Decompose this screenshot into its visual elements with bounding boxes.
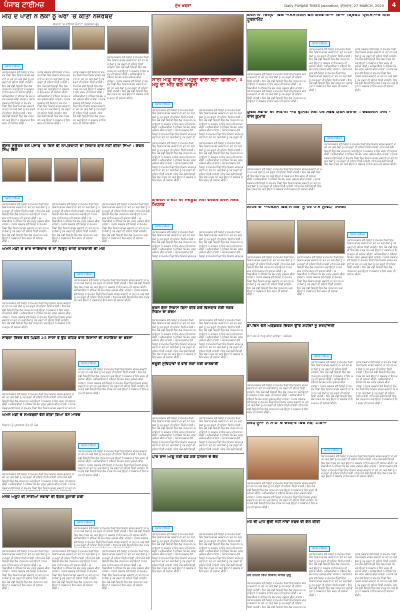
story-14 [2,495,150,507]
story-headline: ਸ਼ਹਿਰ ਦਾ ਅਪਰੇਸ਼ਨ ਵਿਕਾਸ ਲੋਕਾਂ ਨੂੰ ਹਰ ਪਾਸੇ ਸੁਵਿਧਾ ਮਿਲੇਗੀ [247,206,347,210]
byline-badge: ਪੰਜਾਬ ਟਾਈਮਜ਼ [2,64,23,70]
story-8 [247,206,398,218]
story-9-photo [152,260,244,304]
story-12 [152,362,244,374]
story-5-photo [247,124,322,166]
story-3: ਸਾਰੀ ਮੀਡ ਬਾਰਮਾ ਪਹੁੰਚਾਂ ਵਾਲਾ ਬੇਟਾ ਡਿਗਿਆ, 1 ਮਹੂ ਦਾ ਮੀਂਹ ਵਲੋਂ ਕਾਬੂਮੀ ਪੰਜਾਬ ਟਾਈਮਜ਼ ਪੰਜਾਬ ਸਰਕਾਰ ਵੱਲੋਂ ਜ਼ਿਲ੍ਹੇ ਦੇ ਵੱਖ-ਵੱਖ ਪਿੰਡਾਂ ਵਿੱਚ ਵਿਕਾਸ ਕਾਰਜ ਕਰਵਾਏ ਜਾ ਰਹੇ ਹਨ ਅਤੇ ਲੋਕਾਂ ਨੂੰ ਹਰ ਤਰ੍ਹਾਂ ਦੀ ਸੁਵਿਧਾ ਦਿੱਤੀ ਜਾਵੇਗੀ। ਇਸ ਮੌਕੇ ਵੱਡੀ ਗਿਣਤੀ ਵਿੱਚ ਲੋਕ ਹਾਜ਼ਰ ਸਨ ਅਤੇ ਉਨ੍ਹਾਂ ਨੇ ਸਰਕਾਰ ਦੇ ਇਸ ਕਦਮ ਦੀ ਸ਼ਲਾਘਾ ਕੀਤੀ। ਅਧਿਕਾਰੀਆਂ ਨੇ ਦੱਸਿਆ ਕਿ ਕੰਮ ਜਲਦ ਮੁਕੰਮਲ ਕੀਤਾ ਜਾਵੇਗਾ। ਪੰਜਾਬ ਸਰਕਾਰ ਵੱਲੋਂ ਜ਼ਿਲ੍ਹੇ ਦੇ ਵੱਖ-ਵੱਖ ਪਿੰਡਾਂ ਵਿੱਚ ਵਿਕਾਸ ਕਾਰਜ ਕਰਵਾਏ ਜਾ ਰਹੇ ਹਨ ਅਤੇ ਲੋਕਾਂ ਨੂੰ ਹਰ ਤਰ੍ਹਾਂ ਦੀ ਪੰਜਾਬ ਸਰਕਾਰ ਵੱਲੋਂ ਜ਼ਿਲ੍ਹੇ ਦੇ ਵੱਖ-ਵੱਖ ਪਿੰਡਾਂ ਵਿੱਚ ਵਿਕਾਸ ਕਾਰਜ ਕਰਵਾਏ ਜਾ ਰਹੇ ਹਨ ਅਤੇ ਲੋਕਾਂ ਨੂੰ ਹਰ ਤਰ੍ਹਾਂ ਦੀ ਸੁਵਿਧਾ ਦਿੱਤੀ ਜਾਵੇਗੀ। ਇਸ ਮੌਕੇ ਵੱਡੀ ਗਿਣਤੀ ਵਿੱਚ ਲੋਕ ਹਾਜ਼ਰ ਸਨ ਅਤੇ ਉਨ੍ਹਾਂ ਨੇ ਸਰਕਾਰ ਦੇ ਇਸ ਕਦਮ ਦੀ ਸ਼ਲਾਘਾ ਕੀਤੀ। ਅਧਿਕਾਰੀਆਂ ਨੇ ਦੱਸਿਆ ਕਿ ਕੰਮ ਜਲਦ ਮੁਕੰਮਲ ਕੀਤਾ ਜਾਵੇਗਾ। ਪੰਜਾਬ ਸਰਕਾਰ ਵੱਲੋਂ ਜ਼ਿਲ੍ਹੇ ਦੇ ਵੱਖ-ਵੱਖ ਪਿੰਡਾਂ ਵਿੱਚ ਵਿਕਾਸ ਕਾਰਜ ਕਰਵਾਏ ਜਾ ਰਹੇ ਹਨ ਅਤੇ ਲੋਕਾਂ ਨੂੰ ਹਰ ਤਰ੍ਹਾਂ ਦੀ [152,78,244,140]
story-headline: ਕਰਨਾਲਾ ਜ਼ਿਲ੍ਹਾ ਵਿੱਚ ਐਸੋਸੀਏਸ਼ਨ ਵਲੋਂ ਕਰਵਾਇਆ ਗਿਆ ਕ੍ਰਿਕਟ ਪ੍ਰੀਮੀਅਰ ਲੀਗ ਟੂਰਨਾਮੈਂਟ [247,14,391,23]
story-18: ਨਵੇਂ ਸ਼ਹਿਰ ਵਿੱਚ ਵਿਕਾਸ ਕਾਰਜ ਸ਼ੁਰੂ ਪੰਜਾਬ ਸਰਕਾਰ ਵੱਲੋਂ ਜ਼ਿਲ੍ਹੇ ਦੇ ਵੱਖ-ਵੱਖ ਪਿੰਡਾਂ ਵਿੱਚ ਵਿਕਾਸ ਕਾਰਜ ਕਰਵਾਏ ਜਾ ਰਹੇ ਹਨ ਅਤੇ ਲੋਕਾਂ ਨੂੰ ਹਰ ਤਰ੍ਹਾਂ ਦੀ ਸੁਵਿਧਾ ਦਿੱਤੀ ਜਾਵੇਗੀ। ਇਸ ਮੌਕੇ ਵੱਡੀ ਗਿਣਤੀ ਵਿੱਚ ਲੋਕ ਹਾਜ਼ਰ ਸਨ ਅਤੇ ਉਨ੍ਹਾਂ ਨੇ ਸਰਕਾਰ ਦੇ ਇਸ ਕਦਮ ਦੀ ਸ਼ਲਾਘਾ ਕੀਤੀ। ਅਧਿਕਾਰੀਆਂ ਨੇ ਦੱਸਿਆ ਕਿ ਕੰਮ ਜਲਦ ਮੁਕੰਮਲ ਕੀਤਾ ਜਾਵੇਗਾ। ਪੰਜਾਬ ਸਰਕਾਰ ਵੱਲੋਂ ਜ਼ਿਲ੍ਹੇ ਦੇ ਵੱਖ-ਵੱਖ ਪਿੰਡਾਂ ਵਿੱਚ ਵਿਕਾਸ ਕਾਰਜ ਕਰਵਾਏ ਜਾ ਰਹੇ ਹਨ ਅਤੇ ਲੋਕਾਂ ਨੂੰ ਹਰ ਤਰ੍ਹਾਂ ਦੀ ਸੁਵਿਧਾ ਦਿੱਤੀ ਜਾਵੇਗੀ। ਇਸ ਮੌਕੇ ਵੱਡੀ ਗਿਣਤੀ ਵਿੱਚ ਲੋਕ ਹਾਜ਼ਰ ਸਨ ਅ [247,574,306,608]
story-11-photo [247,342,309,382]
story-15 [152,455,244,467]
story-subheadline: ਕਿਸਾਨਾਂ ਨੂੰ ਮੁਆਵਜ਼ਾ ਦੇਣ ਦੀ ਮੰਗ [2,423,39,427]
story-7-photo [2,260,72,300]
story-16-body-left: ਪੰਜਾਬ ਸਰਕਾਰ ਵੱਲੋਂ ਜ਼ਿਲ੍ਹੇ ਦੇ ਵੱਖ-ਵੱਖ ਪਿੰਡਾਂ ਵਿੱਚ ਵਿਕਾਸ ਕਾਰਜ ਕਰਵਾਏ ਜਾ ਰਹੇ ਹਨ ਅਤੇ ਲੋਕਾਂ ਨੂੰ ਹਰ ਤਰ੍ਹਾਂ ਦੀ ਸੁਵਿਧਾ ਦਿੱਤੀ ਜਾਵੇਗੀ। ਇਸ ਮੌਕੇ ਵੱਡੀ ਗਿਣਤੀ ਵਿੱਚ ਲੋਕ ਹਾਜ਼ਰ ਸਨ ਅਤੇ ਉਨ੍ਹਾਂ ਨੇ ਸਰਕਾਰ ਦੇ ਇਸ ਕਦਮ ਦੀ ਸ਼ਲਾਘਾ ਕੀਤੀ। ਅਧਿਕਾਰੀਆਂ ਨੇ ਦੱਸਿਆ ਕਿ ਕੰਮ ਜਲਦ ਮੁਕੰਮਲ ਕੀਤਾ ਜਾਵੇਗਾ। ਪੰਜਾਬ ਸਰਕਾਰ ਵੱਲੋਂ ਜ਼ਿਲ੍ਹੇ ਦੇ ਵੱਖ-ਵੱਖ ਪਿੰਡਾਂ ਵਿੱਚ ਵਿਕਾਸ ਕਾਰਜ ਕਰਵਾਏ ਜਾ ਰਹੇ ਹਨ ਅਤੇ ਲੋਕਾਂ ਨੂੰ ਹਰ ਤਰ੍ਹਾਂ ਦੀ ਸੁਵਿਧਾ ਦਿੱਤੀ ਜਾਵੇਗੀ। ਇਸ ਮੌਕੇ ਵੱਡੀ ਗਿਣਤੀ ਵਿੱਚ ਲੋਕ ਹਾਜ਼ਰ ਸਨ ਅਤੇ ਉਨ੍ਹਾਂ ਨੇ ਸਰਕਾਰ ਦੇ ਇਸ ਕਦਮ ਦੀ ਸ਼ਲਾਘਾ ਕੀਤੀ। [247,482,318,509]
story-5-body: ਪੰਜਾਬ ਟਾਈਮਜ਼ ਪੰਜਾਬ ਸਰਕਾਰ ਵੱਲੋਂ ਜ਼ਿਲ੍ਹੇ ਦੇ ਵੱਖ-ਵੱਖ ਪਿੰਡਾਂ ਵਿੱਚ ਵਿਕਾਸ ਕਾਰਜ ਕਰਵਾਏ ਜਾ ਰਹੇ ਹਨ ਅਤੇ ਲੋਕਾਂ ਨੂੰ ਹਰ ਤਰ੍ਹਾਂ ਦੀ ਸੁਵਿਧਾ ਦਿੱਤੀ ਜਾਵੇਗੀ। ਇਸ ਮੌਕੇ ਵੱਡੀ ਗਿਣਤੀ ਵਿੱਚ ਲੋਕ ਹਾਜ਼ਰ ਸਨ ਅਤੇ ਉਨ੍ਹਾਂ ਨੇ ਸਰਕਾਰ ਦੇ ਇਸ ਕਦਮ ਦੀ ਸ਼ਲਾਘਾ ਕੀਤੀ। ਅਧਿਕਾਰੀਆਂ ਨੇ ਦੱਸਿਆ ਕਿ ਕੰਮ ਜਲਦ ਮੁਕੰਮਲ ਕੀਤਾ ਜਾਵੇਗਾ। ਪੰਜਾਬ ਸਰਕਾਰ ਵੱਲੋਂ ਜ਼ਿਲ੍ਹੇ ਦੇ ਵੱਖ-ਵੱਖ ਪਿੰਡਾਂ ਵਿੱਚ ਵਿਕਾਸ ਕਾਰਜ ਕਰਵਾਏ ਜਾ ਰਹੇ ਹਨ ਅਤੇ ਲੋਕਾਂ ਨੂੰ ਹਰ ਤਰ੍ਹਾਂ ਦੀ ਸੁਵਿਧਾ ਦਿੱਤੀ ਜਾਵੇਗੀ। ਇਸ ਮੌਕੇ ਵੱਡੀ ਗਿਣਤੀ ਵਿੱਚ ਲੋਕ ਹਾਜ਼ਰ ਸਨ ਅਤੇ ਉਨ੍ਹਾਂ ਨੇ ਸਰਕਾਰ ਦੇ ਇਸ ਕਦਮ ਦੀ ਸ਼ਲਾਘਾ ਕੀਤੀ। [324,137,398,167]
story-17-photo [247,534,307,572]
story-headline: ਅਮਨ ਮੰਡੀ ਦੇ ਸਮਰਥਕਾਂ ਵੱਲੋਂ ਕੀਤਾ ਗਿਆ ਰੋਸ ਮਾਰਚ [2,413,81,417]
story-headline: ਕਾਂਗਰਸ ਪਾਰਟੀ ਦੀ ਮਜ਼ਬੂਤੀ ਲਈ ਵਰਕਰ ਕਰਨ ਸਖ਼ਤ ਮਿਹਨਤ [152,199,239,208]
story-headline: ਅਮਨ ਮੰਡੀ ਦੇ ਭਾਰ ਜਾਇਦਾਦ ਦੇ ਨਾਂ ਵਿਰੁੱਧ ਵਾਲੀ ਕਾਰਵਾਈ ਦੀ ਮੰਗ [2,247,105,251]
story-10 [2,336,150,348]
story-16 [247,422,398,434]
page-number: 4 [388,0,400,11]
masthead [0,0,400,12]
story-17 [247,520,398,532]
story-15-photo [152,468,244,512]
story-subheadline: ਬਾਜ਼ਾਰਾਂ 'ਚ ਛਾਇਆ ਸੰਨਾਟਾ ਪ੍ਰਸ਼ਾਸਨ ਚੁੱਪ [52,22,100,26]
story-6 [152,199,244,211]
story-14-body-bottom: ਪੰਜਾਬ ਸਰਕਾਰ ਵੱਲੋਂ ਜ਼ਿਲ੍ਹੇ ਦੇ ਵੱਖ-ਵੱਖ ਪਿੰਡਾਂ ਵਿੱਚ ਵਿਕਾਸ ਕਾਰਜ ਕਰਵਾਏ ਜਾ ਰਹੇ ਹਨ ਅਤੇ ਲੋਕਾਂ ਨੂੰ ਹਰ ਤਰ੍ਹਾਂ ਦੀ ਸੁਵਿਧਾ ਦਿੱਤੀ ਜਾਵੇਗੀ। ਇਸ ਮੌਕੇ ਵੱਡੀ ਗਿਣਤੀ ਵਿੱਚ ਲੋਕ ਹਾਜ਼ਰ ਸਨ ਅਤੇ ਉਨ੍ਹਾਂ ਨੇ ਸਰਕਾਰ ਦੇ ਇਸ ਕਦਮ ਦੀ ਸ਼ਲਾਘਾ ਕੀਤੀ। ਅਧਿਕਾਰੀਆਂ ਨੇ ਦੱਸਿਆ ਕਿ ਕੰਮ ਜਲਦ ਮੁਕੰਮਲ ਕੀਤਾ ਜਾਵੇਗਾ। ਪੰਜਾਬ ਸਰਕਾਰ ਵੱਲੋਂ ਜ਼ਿਲ੍ਹੇ ਦੇ ਵੱਖ-ਵੱਖ ਪਿੰਡਾਂ ਵਿੱਚ ਵਿਕਾਸ ਕਾਰਜ ਕਰਵਾਏ ਜਾ ਰਹੇ ਹਨ ਅਤੇ ਲੋਕਾਂ ਨੂੰ ਹਰ ਤਰ੍ਹਾਂ ਦੀ ਸੁਵਿਧਾ ਦਿੱਤੀ ਜਾਵੇਗੀ। ਇਸ ਮੌਕੇ ਵੱਡੀ ਗਿਣਤੀ ਵਿੱਚ ਲੋਕ ਹਾਜ਼ਰ ਸਨ ਅਤੇ ਉਨ੍ਹਾਂ ਨੇ ਸਰਕਾਰ ਦੇ ਇਸ ਕਦਮ ਦੀ ਸ਼ਲਾਘਾ ਕੀਤੀ। ਪੰਜਾਬ ਸਰਕਾਰ ਵੱਲੋਂ ਜ਼ਿਲ੍ਹੇ ਦੇ ਵੱਖ-ਵੱਖ ਪਿੰਡਾਂ ਵਿੱਚ ਵਿਕਾਸ ਕਾਰਜ ਕਰਵਾਏ ਜਾ ਰਹੇ ਹਨ ਅਤੇ ਲੋਕਾਂ ਨੂੰ ਹਰ ਤਰ੍ਹਾਂ ਦੀ ਸੁਵਿਧਾ ਦਿੱਤੀ ਜਾਵੇਗੀ। ਇਸ ਮੌਕੇ ਵੱਡੀ ਗਿਣਤੀ ਵਿੱਚ ਲੋਕ ਹਾਜ਼ਰ ਸਨ ਅਤੇ ਉਨ੍ਹਾਂ ਨੇ ਸਰਕਾਰ ਦੇ ਇਸ ਕਦਮ ਦੀ ਸ਼ਲਾਘਾ ਕੀਤੀ। ਅਧਿਕਾਰੀਆਂ ਨੇ ਦੱਸਿਆ ਕਿ ਕੰਮ ਜਲਦ ਮੁਕੰਮਲ ਕੀਤਾ ਜਾਵੇਗਾ। ਪੰਜਾਬ ਸਰਕਾਰ ਵੱਲੋਂ ਜ਼ਿਲ੍ਹੇ ਦੇ ਵੱਖ-ਵੱਖ ਪਿੰਡਾਂ ਵਿੱਚ ਵਿਕਾਸ ਕਾਰਜ ਕਰਵਾਏ ਜਾ ਰਹੇ ਹਨ ਅਤੇ ਲੋਕਾਂ ਨੂੰ ਹਰ ਤਰ੍ਹਾਂ ਦੀ ਸੁਵਿਧਾ ਦਿੱਤੀ ਜਾਵੇਗੀ। ਇਸ ਮੌਕੇ ਵੱਡੀ ਗਿਣਤੀ ਵਿੱਚ ਲੋਕ ਹਾਜ਼ਰ ਸਨ ਅਤੇ ਉਨ੍ਹਾਂ ਨੇ ਸਰਕਾਰ ਦੇ ਇਸ ਕਦਮ ਦੀ ਸ਼ਲਾਘਾ ਕੀਤੀ। ਪੰਜਾਬ ਸਰਕਾਰ ਵੱਲੋਂ ਜ਼ਿਲ੍ਹੇ ਦੇ ਵੱਖ-ਵੱਖ ਪਿੰਡਾਂ ਵਿੱਚ ਵਿਕਾਸ ਕਾਰਜ ਕਰਵਾਏ ਜਾ ਰਹੇ ਹਨ ਅਤੇ ਲੋਕਾਂ ਨੂੰ ਹਰ ਤਰ੍ਹਾਂ ਦੀ ਸੁਵਿਧਾ ਦਿੱਤੀ ਜਾਵੇਗੀ। ਇਸ ਮੌਕੇ ਵੱਡੀ ਗਿਣਤੀ ਵਿੱਚ ਲੋਕ ਹਾਜ਼ਰ ਸਨ ਅਤੇ ਉਨ੍ਹਾਂ ਨੇ ਸਰਕਾਰ ਦੇ ਇਸ ਕਦਮ ਦੀ ਸ਼ਲਾਘਾ ਕੀਤੀ। ਅਧਿਕਾਰੀਆਂ ਨੇ ਦੱਸਿਆ ਕਿ ਕੰਮ ਜਲਦ ਮੁਕੰਮਲ ਕੀਤਾ ਜਾਵੇਗਾ। ਪੰਜਾਬ ਸਰਕਾਰ ਵੱਲੋਂ ਜ਼ਿਲ੍ਹੇ ਦੇ ਵੱਖ-ਵੱਖ ਪਿੰਡਾਂ ਵਿੱਚ ਵਿਕਾਸ ਕਾਰਜ ਕਰਵਾਏ ਜਾ ਰਹੇ ਹਨ ਅਤੇ ਲੋਕਾਂ ਨੂੰ ਹਰ ਤਰ੍ਹਾਂ ਦੀ ਸੁਵਿਧਾ ਦਿੱਤੀ ਜਾਵੇਗੀ। ਇਸ ਮੌਕੇ ਵੱਡੀ ਗਿਣਤੀ ਵਿੱਚ ਲੋਕ ਹਾਜ਼ਰ ਸਨ ਅਤੇ ਉਨ੍ਹਾਂ ਨੇ ਸਰਕਾਰ ਦੇ ਇਸ ਕਦਮ ਦੀ ਸ਼ਲਾਘਾ ਕੀਤੀ। [2,550,150,591]
story-11-body: ਪੰਜਾਬ ਟਾਈਮਜ਼ ਪੰਜਾਬ ਸਰਕਾਰ ਵੱਲੋਂ ਜ਼ਿਲ੍ਹੇ ਦੇ ਵੱਖ-ਵੱਖ ਪਿੰਡਾਂ ਵਿੱਚ ਵਿਕਾਸ ਕਾਰਜ ਕਰਵਾਏ ਜਾ ਰਹੇ ਹਨ ਅਤੇ ਲੋਕਾਂ ਨੂੰ ਹਰ ਤਰ੍ਹਾਂ ਦੀ ਸੁਵਿਧਾ ਦਿੱਤੀ ਜਾਵੇਗੀ। ਇਸ ਮੌਕੇ ਵੱਡੀ ਗਿਣਤੀ ਵਿੱਚ ਲੋਕ ਹਾਜ਼ਰ ਸਨ ਅਤੇ ਉਨ੍ਹਾਂ ਨੇ ਸਰਕਾਰ ਦੇ ਇਸ ਕਦਮ ਦੀ ਸ਼ਲਾਘਾ ਕੀਤੀ। ਅਧਿਕਾਰੀਆਂ ਨੇ ਦੱਸਿਆ ਕਿ ਕੰਮ ਜਲਦ ਮੁਕੰਮਲ ਕੀਤਾ ਜਾਵੇਗਾ। ਪੰਜਾਬ ਸਰਕਾਰ ਵੱਲੋਂ ਜ਼ਿਲ੍ਹੇ ਦੇ ਵੱਖ-ਵੱਖ ਪਿੰਡਾਂ ਵਿੱਚ ਵਿਕਾਸ ਕਾਰਜ ਕਰਵਾਏ ਜਾ ਰਹੇ ਹਨ ਅਤੇ ਲੋਕਾਂ ਨੂੰ ਹਰ ਤਰ੍ਹਾਂ ਦੀ ਸੁਵਿਧਾ ਦਿੱਤੀ ਜਾਵੇਗੀ। ਇਸ ਮੌਕੇ ਵੱਡੀ ਗਿਣਤੀ ਵਿੱਚ ਲੋਕ ਹਾਜ਼ਰ ਸਨ ਅਤੇ ਉਨ੍ਹਾਂ ਨੇ ਸਰਕਾਰ ਦੇ ਇਸ ਕਦਮ ਦੀ ਸ਼ਲਾਘਾ ਕੀਤੀ। ਪੰਜਾਬ ਸਰਕਾਰ ਵੱਲੋਂ ਜ਼ਿਲ੍ਹੇ ਦੇ ਵੱਖ-ਵੱਖ ਪਿੰਡਾਂ ਵਿੱਚ ਵਿਕਾਸ ਕਾਰਜ ਕਰਵਾਏ ਜਾ ਰਹੇ ਹਨ ਅਤੇ ਲੋਕਾਂ ਨੂੰ ਹਰ ਤਰ੍ਹਾਂ ਦੀ ਸੁਵਿਧਾ ਦਿੱਤੀ ਜਾਵੇਗੀ। ਇਸ ਮੌਕੇ ਵੱਡੀ ਗਿਣਤੀ ਵਿੱਚ ਲੋਕ ਹਾਜ਼ਰ ਸਨ ਅਤੇ ਉਨ੍ਹਾਂ ਨੇ ਸਰਕਾਰ ਦੇ ਇਸ ਕਦਮ ਦੀ ਸ਼ਲਾਘਾ ਕੀਤੀ। ਅਧਿਕਾਰੀਆਂ ਨੇ ਦੱਸਿਆ ਕਿ ਕੰਮ ਜਲਦ ਮੁਕੰਮਲ ਕੀਤਾ ਜਾਵੇਗਾ। ਪੰਜਾਬ ਸਰਕਾਰ ਵੱਲੋਂ ਜ਼ਿਲ੍ਹੇ ਦੇ ਵੱਖ-ਵੱਖ ਪਿੰਡਾਂ ਵਿੱਚ ਵਿਕਾਸ ਕਾਰਜ ਕਰਵਾਏ ਜਾ ਰਹੇ ਹਨ ਅਤੇ ਲੋਕਾਂ ਨੂੰ ਹਰ ਤਰ੍ਹਾਂ ਦੀ ਸੁਵਿਧਾ ਦਿੱਤੀ ਜਾਵੇਗੀ। ਇਸ ਮੌਕੇ ਵੱਡੀ ਗਿਣਤੀ ਵਿੱਚ ਲੋਕ ਹਾਜ਼ਰ ਸਨ ਅਤੇ ਉਨ੍ਹਾਂ ਨੇ ਸਰਕਾਰ ਦੇ ਇਸ ਕਦਮ ਦੀ ਸ਼ਲਾਘਾ ਕੀਤੀ। [311,355,398,405]
story-14-photo [2,508,72,548]
story-4-photo [247,29,307,71]
story-6-body: ਪੰਜਾਬ ਟਾਈਮਜ਼ ਪੰਜਾਬ ਸਰਕਾਰ ਵੱਲੋਂ ਜ਼ਿਲ੍ਹੇ ਦੇ ਵੱਖ-ਵੱਖ ਪਿੰਡਾਂ ਵਿੱਚ ਵਿਕਾਸ ਕਾਰਜ ਕਰਵਾਏ ਜਾ ਰਹੇ ਹਨ ਅਤੇ ਲੋਕਾਂ ਨੂੰ ਹਰ ਤਰ੍ਹਾਂ ਦੀ ਸੁਵਿਧਾ ਦਿੱਤੀ ਜਾਵੇਗੀ। ਇਸ ਮੌਕੇ ਵੱਡੀ ਗਿਣਤੀ ਵਿੱਚ ਲੋਕ ਹਾਜ਼ਰ ਸਨ ਅਤੇ ਉਨ੍ਹਾਂ ਨੇ ਸਰਕਾਰ ਦੇ ਇਸ ਕਦਮ ਦੀ ਸ਼ਲਾਘਾ ਕੀਤੀ। ਅਧਿਕਾਰੀਆਂ ਨੇ ਦੱਸਿਆ ਕਿ ਕੰਮ ਜਲਦ ਮੁਕੰਮਲ ਕੀਤਾ ਜਾਵੇਗਾ। ਪੰਜਾਬ ਸਰਕਾਰ ਵੱਲੋਂ ਜ਼ਿਲ੍ਹੇ ਦੇ ਵੱਖ-ਵੱਖ ਪਿੰਡਾਂ ਵਿੱਚ ਵਿਕਾਸ ਕਾਰਜ ਕ ਪੰਜਾਬ ਸਰਕਾਰ ਵੱਲੋਂ ਜ਼ਿਲ੍ਹੇ ਦੇ ਵੱਖ-ਵੱਖ ਪਿੰਡਾਂ ਵਿੱਚ ਵਿਕਾਸ ਕਾਰਜ ਕਰਵਾਏ ਜਾ ਰਹੇ ਹਨ ਅਤੇ ਲੋਕਾਂ ਨੂੰ ਹਰ ਤਰ੍ਹਾਂ ਦੀ ਸੁਵਿਧਾ ਦਿੱਤੀ ਜਾਵੇਗੀ। ਇਸ ਮੌਕੇ ਵੱਡੀ ਗਿਣਤੀ ਵਿੱਚ ਲੋਕ ਹਾਜ਼ਰ ਸਨ ਅਤੇ ਉਨ੍ਹਾਂ ਨੇ ਸਰਕਾਰ ਦੇ ਇਸ ਕਦਮ ਦੀ ਸ਼ਲਾਘਾ ਕੀਤੀ। ਅਧਿਕਾਰੀਆਂ ਨੇ ਦੱਸਿਆ ਕਿ ਕੰਮ ਜਲਦ ਮੁਕੰਮਲ ਕੀਤਾ ਜਾਵੇਗਾ। ਪੰਜਾਬ ਸਰਕਾਰ ਵੱਲੋਂ ਜ਼ਿਲ੍ਹੇ ਦੇ ਵੱਖ-ਵੱਖ ਪਿੰਡਾਂ ਵਿੱਚ ਵਿਕਾਸ ਕਾਰਜ ਕ [152,225,244,258]
story-11-body-left: ਪੰਜਾਬ ਸਰਕਾਰ ਵੱਲੋਂ ਜ਼ਿਲ੍ਹੇ ਦੇ ਵੱਖ-ਵੱਖ ਪਿੰਡਾਂ ਵਿੱਚ ਵਿਕਾਸ ਕਾਰਜ ਕਰਵਾਏ ਜਾ ਰਹੇ ਹਨ ਅਤੇ ਲੋਕਾਂ ਨੂੰ ਹਰ ਤਰ੍ਹਾਂ ਦੀ ਸੁਵਿਧਾ ਦਿੱਤੀ ਜਾਵੇਗੀ। ਇਸ ਮੌਕੇ ਵੱਡੀ ਗਿਣਤੀ ਵਿੱਚ ਲੋਕ ਹਾਜ਼ਰ ਸਨ ਅਤੇ ਉਨ੍ਹਾਂ ਨੇ ਸਰਕਾਰ ਦੇ ਇਸ ਕਦਮ ਦੀ ਸ਼ਲਾਘਾ ਕੀਤੀ। ਅਧਿਕਾਰੀਆਂ ਨੇ ਦੱਸਿਆ ਕਿ ਕੰਮ ਜਲਦ ਮੁਕੰਮਲ ਕੀਤਾ ਜਾਵੇਗਾ। ਪੰਜਾਬ ਸਰਕਾਰ ਵੱਲੋਂ ਜ਼ਿਲ੍ਹੇ ਦੇ ਵੱਖ-ਵੱਖ ਪਿੰਡਾਂ ਵਿੱਚ ਵਿਕਾਸ ਕਾਰਜ ਕਰਵਾਏ ਜਾ ਰਹੇ ਹਨ ਅਤੇ ਲੋਕਾਂ ਨੂੰ ਹਰ ਤਰ੍ਹਾਂ ਦੀ ਸੁਵਿਧਾ ਦਿੱਤੀ ਜਾਵੇਗੀ। ਇਸ ਮੌਕੇ ਵੱਡੀ ਗਿਣਤੀ ਵਿੱਚ ਲੋਕ ਹਾਜ਼ਰ ਸਨ ਅਤੇ ਉਨ੍ਹਾਂ ਨੇ ਸਰਕਾਰ ਦੇ ਇਸ ਕਦਮ ਦੀ ਸ਼ਲਾਘਾ ਕੀਤੀ। [247,384,309,415]
story-headline: ਡਾ.ਦਿਨ ਵੱਲੋਂ ਅੰਬੇਡਕਰ ਦਿਵਸ ਉੱਤੇ ਸ਼ਹੀਦਾਂ ਨੂੰ ਸ਼ਰਧਾਂਜਲੀ [247,324,335,328]
story-10-photo [2,349,76,391]
story-center-body: ਪੰਜਾਬ ਸਰਕਾਰ ਵੱਲੋਂ ਜ਼ਿਲ੍ਹੇ ਦੇ ਵੱਖ-ਵੱਖ ਪਿੰਡਾਂ ਵਿੱਚ ਵਿਕਾਸ ਕਾਰਜ ਕਰਵਾਏ ਜਾ ਰਹੇ ਹਨ ਅਤੇ ਲੋਕਾਂ ਨੂੰ ਹਰ ਤਰ੍ਹਾਂ ਦੀ ਸੁਵਿਧਾ ਦਿੱਤੀ ਜਾਵੇਗੀ। ਇਸ ਮੌਕੇ ਵੱਡੀ ਗਿਣਤੀ ਵਿੱਚ ਲੋਕ ਹਾਜ਼ਰ ਸਨ ਅਤੇ ਉਨ੍ਹਾਂ ਨੇ ਸਰਕਾਰ ਦੇ ਇਸ ਕਦਮ ਦੀ ਸ਼ਲਾਘਾ ਕੀਤੀ। ਅਧਿਕਾਰੀਆਂ ਨੇ ਦੱਸਿਆ ਕਿ ਕੰਮ ਜਲਦ ਮੁਕੰਮਲ ਕੀਤਾ ਜਾਵੇਗਾ। ਪੰਜਾਬ ਸਰਕਾਰ ਵੱਲੋਂ ਜ਼ਿਲ੍ਹੇ ਦੇ ਵੱਖ-ਵੱਖ ਪਿੰਡਾਂ ਵਿੱਚ ਵਿਕਾਸ ਕਾਰਜ ਕਰਵਾਏ ਜਾ ਰਹੇ ਹਨ ਅਤੇ ਲੋਕਾਂ ਨੂੰ ਹਰ ਤਰ੍ਹਾਂ ਦੀ ਸੁਵਿਧਾ ਦਿੱਤੀ ਜਾਵੇਗੀ। ਇਸ ਮੌਕੇ ਵੱਡੀ ਗਿਣਤੀ ਵਿੱਚ ਲੋਕ ਹਾਜ਼ਰ ਸਨ ਅਤੇ ਉਨ੍ਹਾਂ ਨੇ ਸਰਕਾਰ ਦੇ ਇਸ ਕਦਮ ਦੀ ਸ਼ਲਾਘਾ ਕੀਤੀ। ਪੰਜਾਬ ਸਰਕਾਰ ਵੱਲੋਂ ਜ਼ਿਲ੍ਹੇ ਦੇ ਵੱਖ-ਵੱਖ ਪਿੰਡਾਂ ਵਿੱਚ ਵਿਕਾਸ ਕਾਰਜ ਕਰਵਾਏ ਜਾ ਰਹੇ ਹਨ ਅਤੇ ਲੋਕਾਂ ਨੂੰ ਹਰ ਤਰ੍ਹਾਂ ਦੀ ਸੁਵਿਧਾ ਦਿੱਤੀ ਜਾਵੇਗੀ। ਇਸ ਮੌਕੇ ਵੱਡੀ ਗਿਣਤੀ ਵਿੱਚ ਲੋਕ ਹਾਜ਼ਰ ਸਨ ਅਤੇ ਉਨ੍ਹਾਂ ਨੇ ਸਰਕਾਰ ਦੇ ਇਸ ਕਦਮ ਦੀ ਸ਼ਲਾਘਾ ਕੀਤੀ। ਅਧਿਕਾਰੀਆਂ ਨੇ ਦੱਸਿਆ ਕਿ ਕੰਮ ਜਲਦ ਮੁਕੰਮਲ ਕੀਤਾ ਜਾਵੇਗਾ। ਪੰਜਾਬ ਸਰਕਾਰ ਵੱਲੋਂ ਜ਼ਿਲ੍ਹੇ ਦੇ ਵੱਖ-ਵੱਖ ਪਿੰਡਾਂ ਵਿੱਚ ਵਿਕਾਸ ਕਾਰਜ ਕਰਵਾਏ ਜਾ ਰਹੇ ਹਨ ਅਤੇ ਲੋਕਾਂ ਨੂੰ ਹਰ ਤਰ੍ਹਾਂ ਦੀ ਸੁਵਿਧਾ ਦਿੱਤੀ ਜਾਵੇਗੀ। ਇਸ ਮੌਕੇ ਵੱਡੀ ਗਿਣਤੀ ਵਿੱਚ ਲੋਕ ਹਾਜ਼ਰ ਸਨ ਅਤੇ ਉਨ੍ਹਾਂ ਨੇ ਸਰਕਾਰ ਦੇ ਇਸ ਕਦਮ ਦੀ ਸ਼ਲਾਘਾ ਕੀਤੀ। [152,142,244,183]
story-headline: ਸਾਰੀ ਮੀਡ ਬਾਰਮਾ ਪਹੁੰਚਾਂ ਵਾਲਾ ਬੇਟਾ ਡਿਗਿਆ, 1 ਮਹੂ ਦਾ ਮੀਂਹ ਵਲੋਂ ਕਾਬੂਮੀ [152,78,243,89]
story-13-body: ਪੰਜਾਬ ਟਾਈਮਜ਼ ਪੰਜਾਬ ਸਰਕਾਰ ਵੱਲੋਂ ਜ਼ਿਲ੍ਹੇ ਦੇ ਵੱਖ-ਵੱਖ ਪਿੰਡਾਂ ਵਿੱਚ ਵਿਕਾਸ ਕਾਰਜ ਕਰਵਾਏ ਜਾ ਰਹੇ ਹਨ ਅਤੇ ਲੋਕਾਂ ਨੂੰ ਹਰ ਤਰ੍ਹਾਂ ਦੀ ਸੁਵਿਧਾ ਦਿੱਤੀ ਜਾਵੇਗੀ। ਇਸ ਮੌਕੇ ਵੱਡੀ ਗਿਣਤੀ ਵਿੱਚ ਲੋਕ ਹਾਜ਼ਰ ਸਨ ਅਤੇ ਉਨ੍ਹਾਂ ਨੇ ਸਰਕਾਰ ਦੇ ਇਸ ਕਦਮ ਦੀ ਸ਼ਲਾਘਾ ਕੀਤੀ। ਅਧਿਕਾਰੀਆਂ ਨੇ ਦੱਸਿਆ ਕਿ ਕੰਮ ਜਲਦ ਮੁਕੰਮਲ ਕੀਤਾ ਜਾਵੇਗਾ। ਪੰਜਾਬ ਸਰਕਾਰ ਵੱਲੋਂ ਜ਼ਿਲ੍ਹੇ ਦੇ ਵੱਖ-ਵੱਖ ਪਿੰਡਾਂ ਵਿੱਚ ਵਿਕਾਸ ਕਾਰਜ ਕਰਵਾਏ ਜਾ ਰਹੇ ਹਨ ਅਤੇ ਲੋਕਾਂ ਨੂੰ ਹਰ ਤਰ੍ਹਾਂ ਦੀ ਸੁਵਿਧਾ ਦਿੱਤੀ ਜਾਵੇਗੀ। ਇਸ ਮੌਕੇ ਵੱਡੀ ਗਿਣਤੀ ਵਿੱਚ ਲੋਕ ਹਾਜ਼ਰ ਸਨ ਅਤੇ ਉਨ੍ਹਾਂ ਨੇ ਸਰਕਾਰ ਦੇ ਇਸ ਕਦਮ ਦੀ ਸ਼ਲਾਘਾ ਕੀਤੀ। [78,444,149,477]
story-headline: ਯੁਵਕ ਸਭਾਵਾਂ ਦੀ ਜਿਤਾਈ ਅਤੇ ਉਨਿਤੀ ਲਈ ਹਰ ਸੰਭਵ ਯਤਨ ਕਰਾਂਗਾ : ਦੇਵਕਲੀਨ ਸਿੰਘ - ਰਾਜ ਕੁਮਾਰ [247,111,391,120]
story-13 [2,413,150,429]
story-7 [2,247,150,259]
story-2-photo-a [2,158,26,182]
story-1-body-side: ਪੰਜਾਬ ਸਰਕਾਰ ਵੱਲੋਂ ਜ਼ਿਲ੍ਹੇ ਦੇ ਵੱਖ-ਵੱਖ ਪਿੰਡਾਂ ਵਿੱਚ ਵਿਕਾਸ ਕਾਰਜ ਕਰਵਾਏ ਜਾ ਰਹੇ ਹਨ ਅਤੇ ਲੋਕਾਂ ਨੂੰ ਹਰ ਤਰ੍ਹਾਂ ਦੀ ਸੁਵਿਧਾ ਦਿੱਤੀ ਜਾਵੇਗੀ। ਇਸ ਮੌਕੇ ਵੱਡੀ ਗਿਣਤੀ ਵਿੱਚ ਲੋਕ ਹਾਜ਼ਰ ਸਨ ਅਤੇ ਉਨ੍ਹਾਂ ਨੇ ਸਰਕਾਰ ਦੇ ਇਸ ਕਦਮ ਦੀ ਸ਼ਲਾਘਾ ਕੀਤੀ। ਅਧਿਕਾਰੀਆਂ ਨੇ ਦੱਸਿਆ ਕਿ ਕੰਮ ਜਲਦ ਮੁਕੰਮਲ ਕੀਤਾ ਜਾਵੇਗਾ। ਪੰਜਾਬ ਸਰਕਾਰ ਵੱਲੋਂ ਜ਼ਿਲ੍ਹੇ ਦੇ ਵੱਖ-ਵੱਖ ਪਿੰਡਾਂ ਵਿੱਚ ਵਿਕਾਸ ਕਾਰਜ ਕਰਵਾਏ ਜਾ ਰਹੇ ਹਨ ਅਤੇ ਲੋਕਾਂ ਨੂੰ ਹਰ ਤਰ੍ਹਾਂ ਦੀ ਸੁਵਿਧਾ ਦਿੱਤੀ ਜਾਵੇਗੀ। ਇਸ ਮੌਕੇ ਵੱਡੀ ਗਿਣਤੀ ਵਿੱਚ ਲੋਕ ਹਾਜ਼ਰ ਸਨ ਅਤੇ ਉਨ੍ਹਾਂ ਨੇ ਸਰਕਾਰ ਦੇ ਇਸ ਕਦਮ ਦੀ ਸ਼ਲਾਘਾ ਕੀਤੀ। [107,56,149,100]
masthead-brand: ਪੰਜਾਬ ਟਾਈਮਜ਼ [0,0,55,11]
story-15-body: ਪੰਜਾਬ ਟਾਈਮਜ਼ ਪੰਜਾਬ ਸਰਕਾਰ ਵੱਲੋਂ ਜ਼ਿਲ੍ਹੇ ਦੇ ਵੱਖ-ਵੱਖ ਪਿੰਡਾਂ ਵਿੱਚ ਵਿਕਾਸ ਕਾਰਜ ਕਰਵਾਏ ਜਾ ਰਹੇ ਹਨ ਅਤੇ ਲੋਕਾਂ ਨੂੰ ਹਰ ਤਰ੍ਹਾਂ ਦੀ ਸੁਵਿਧਾ ਦਿੱਤੀ ਜਾਵੇਗੀ। ਇਸ ਮੌਕੇ ਵੱਡੀ ਗਿਣਤੀ ਵਿੱਚ ਲੋਕ ਹਾਜ਼ਰ ਸਨ ਅਤੇ ਉਨ੍ਹਾਂ ਨੇ ਸਰਕਾਰ ਦੇ ਇਸ ਕਦਮ ਦੀ ਸ਼ਲਾਘਾ ਕੀਤੀ। ਅਧਿਕਾਰੀਆਂ ਨੇ ਦੱਸਿਆ ਕਿ ਕੰਮ ਜਲਦ ਮੁਕੰਮਲ ਕੀਤਾ ਜਾਵੇਗਾ। ਪੰਜਾਬ ਸਰਕਾਰ ਵੱਲੋਂ ਜ਼ਿਲ੍ਹੇ ਦੇ ਵੱਖ-ਵੱਖ ਪਿੰਡਾਂ ਵਿੱਚ ਵਿਕਾਸ ਕਾਰਜ ਕਰਵਾਏ ਜਾ ਰਹੇ ਹਨ ਅਤੇ ਲੋਕਾਂ ਨੂੰ ਹਰ ਤਰ੍ਹਾਂ ਦੀ ਸੁਵਿਧਾ ਦਿੱਤੀ ਜਾਵੇਗੀ। ਇਸ ਮੌਕੇ ਵੱਡੀ ਗਿਣਤੀ ਵਿੱਚ ਲੋਕ ਹਾਜ਼ਰ ਸਨ ਅਤੇ ਉਨ੍ਹਾਂ ਨੇ ਸਰਕਾਰ ਦੇ ਇਸ ਕਦਮ ਦੀ ਸ਼ਲਾਘਾ ਕੀਤੀ। ਪੰਜਾਬ ਸਰਕਾਰ ਵੱਲੋਂ ਜ਼ਿਲ੍ਹੇ ਦੇ ਵੱਖ-ਵੱਖ ਪਿੰਡਾਂ ਵਿੱਚ ਵਿਕਾਸ ਕਾਰਜ ਕਰਵਾਏ ਜਾ ਰਹੇ ਹਨ ਅਤੇ ਲੋਕਾਂ ਨੂੰ ਹਰ ਤਰ੍ਹਾਂ ਦੀ ਸੁਵਿਧਾ ਦਿੱਤੀ ਜਾਵੇਗੀ। ਇਸ ਮੌਕੇ ਵੱਡੀ ਗਿਣਤੀ ਵਿੱਚ ਲੋਕ ਹਾਜ਼ਰ ਸਨ ਅਤੇ ਉਨ੍ਹਾਂ ਨੇ ਸਰਕਾਰ ਦੇ ਇਸ ਕਦਮ ਦੀ ਸ਼ਲਾਘਾ ਕੀਤੀ। ਅਧਿਕਾਰੀਆਂ ਨੇ ਦੱਸਿਆ ਕਿ ਕੰਮ ਜਲਦ ਮੁਕੰਮਲ ਕੀਤਾ ਜਾਵੇਗਾ। ਪੰਜਾਬ ਸਰਕਾਰ ਵੱਲੋਂ ਜ਼ਿਲ੍ਹੇ ਦੇ ਵੱਖ-ਵੱਖ ਪਿੰਡਾਂ ਵਿੱਚ ਵਿਕਾਸ ਕਾਰਜ ਕਰਵਾਏ ਜਾ ਰਹੇ ਹਨ ਅਤੇ ਲੋਕਾਂ ਨੂੰ ਹਰ ਤਰ੍ਹਾਂ ਦੀ ਸੁਵਿਧਾ ਦਿੱਤੀ ਜਾਵੇਗੀ। ਇਸ ਮੌਕੇ ਵੱਡੀ ਗਿਣਤੀ ਵਿੱਚ ਲੋਕ ਹਾਜ਼ਰ ਸਨ ਅਤੇ ਉਨ੍ਹਾਂ ਨੇ ਸਰਕਾਰ ਦੇ ਇਸ ਕਦਮ ਦੀ ਸ਼ਲਾਘਾ ਕੀਤੀ। [152,527,244,574]
story-12-body: ਪੰਜਾਬ ਸਰਕਾਰ ਵੱਲੋਂ ਜ਼ਿਲ੍ਹੇ ਦੇ ਵੱਖ-ਵੱਖ ਪਿੰਡਾਂ ਵਿੱਚ ਵਿਕਾਸ ਕਾਰਜ ਕਰਵਾਏ ਜਾ ਰਹੇ ਹਨ ਅਤੇ ਲੋਕਾਂ ਨੂੰ ਹਰ ਤਰ੍ਹਾਂ ਦੀ ਸੁਵਿਧਾ ਦਿੱਤੀ ਜਾਵੇਗੀ। ਇਸ ਮੌਕੇ ਵੱਡੀ ਗਿਣਤੀ ਵਿੱਚ ਲੋਕ ਹਾਜ਼ਰ ਸਨ ਅਤੇ ਉਨ੍ਹਾਂ ਨੇ ਸਰਕਾਰ ਦੇ ਇਸ ਕਦਮ ਦੀ ਸ਼ਲਾਘਾ ਕੀਤੀ। ਅਧਿਕਾਰੀਆਂ ਨੇ ਦੱਸਿਆ ਕਿ ਕੰਮ ਜਲਦ ਮੁਕੰਮਲ ਕੀਤਾ ਜਾਵੇਗਾ। ਪੰਜਾਬ ਸਰਕਾਰ ਵੱਲੋਂ ਜ਼ਿਲ੍ਹੇ ਦੇ ਵੱਖ-ਵੱਖ ਪਿੰਡਾਂ ਵਿੱਚ ਵਿਕਾਸ ਕਾਰਜ ਕਰਵਾਏ ਜਾ ਰਹੇ ਹਨ ਅਤੇ ਲੋਕਾਂ ਨੂੰ ਹਰ ਤਰ੍ਹਾਂ ਦੀ ਸੁਵਿਧਾ ਦਿੱਤੀ ਜਾਵੇਗੀ। ਇਸ ਮੌਕੇ ਵੱਡੀ ਗਿਣਤੀ ਪੰਜਾਬ ਸਰਕਾਰ ਵੱਲੋਂ ਜ਼ਿਲ੍ਹੇ ਦੇ ਵੱਖ-ਵੱਖ ਪਿੰਡਾਂ ਵਿੱਚ ਵਿਕਾਸ ਕਾਰਜ ਕਰਵਾਏ ਜਾ ਰਹੇ ਹਨ ਅਤੇ ਲੋਕਾਂ ਨੂੰ ਹਰ ਤਰ੍ਹਾਂ ਦੀ ਸੁਵਿਧਾ ਦਿੱਤੀ ਜਾਵੇਗੀ। ਇਸ ਮੌਕੇ ਵੱਡੀ ਗਿਣਤੀ ਵਿੱਚ ਲੋਕ ਹਾਜ਼ਰ ਸਨ ਅਤੇ ਉਨ੍ਹਾਂ ਨੇ ਸਰਕਾਰ ਦੇ ਇਸ ਕਦਮ ਦੀ ਸ਼ਲਾਘਾ ਕੀਤੀ। ਅਧਿਕਾਰੀਆਂ ਨੇ ਦੱਸਿਆ ਕਿ ਕੰਮ ਜਲਦ ਮੁਕੰਮਲ ਕੀਤਾ ਜਾਵੇਗਾ। ਪੰਜਾਬ ਸਰਕਾਰ ਵੱਲੋਂ ਜ਼ਿਲ੍ਹੇ ਦੇ ਵੱਖ-ਵੱਖ ਪਿੰਡਾਂ ਵਿੱਚ ਵਿਕਾਸ ਕਾਰਜ ਕਰਵਾਏ ਜਾ ਰਹੇ ਹਨ ਅਤੇ ਲੋਕਾਂ ਨੂੰ ਹਰ ਤਰ੍ਹਾਂ ਦੀ ਸੁਵਿਧਾ ਦਿੱਤੀ ਜਾਵੇਗੀ। ਇਸ ਮੌਕੇ ਵੱਡੀ ਗਿਣਤੀ [152,417,244,451]
story-headline: ਸਾਬਕਾ ਰਿੰਦਰ ਵੱਲੋਂ ਪਿਛਲੇ 25 ਸਾਲਾਂ ਤੋਂ ਉਹ ਰਹਿਣ ਵਾਲੇ ਕਿਸਾਨਾਂ ਦੀ ਸਹਾਇਤਾ ਦਾ ਭਰੋਸਾ [2,336,133,340]
story-4-body-left: ਪੰਜਾਬ ਸਰਕਾਰ ਵੱਲੋਂ ਜ਼ਿਲ੍ਹੇ ਦੇ ਵੱਖ-ਵੱਖ ਪਿੰਡਾਂ ਵਿੱਚ ਵਿਕਾਸ ਕਾਰਜ ਕਰਵਾਏ ਜਾ ਰਹੇ ਹਨ ਅਤੇ ਲੋਕਾਂ ਨੂੰ ਹਰ ਤਰ੍ਹਾਂ ਦੀ ਸੁਵਿਧਾ ਦਿੱਤੀ ਜਾਵੇਗੀ। ਇਸ ਮੌਕੇ ਵੱਡੀ ਗਿਣਤੀ ਵਿੱਚ ਲੋਕ ਹਾਜ਼ਰ ਸਨ ਅਤੇ ਉਨ੍ਹਾਂ ਨੇ ਸਰਕਾਰ ਦੇ ਇਸ ਕਦਮ ਦੀ ਸ਼ਲਾਘਾ ਕੀਤੀ। ਅਧਿਕਾਰੀਆਂ ਨੇ ਦੱਸਿਆ ਕਿ ਕੰਮ ਜਲਦ ਮੁਕੰਮਲ ਕੀਤਾ ਜਾਵੇਗਾ। ਪੰਜਾਬ ਸਰਕਾਰ ਵੱਲੋਂ ਜ਼ਿਲ੍ਹੇ ਦੇ ਵੱਖ-ਵੱਖ ਪਿੰਡਾਂ ਵਿੱਚ ਵਿਕਾਸ ਕਾਰਜ ਕਰਵਾਏ ਜਾ ਰਹੇ ਹਨ ਅਤੇ ਲੋਕਾਂ ਨੂੰ ਹਰ ਤਰ੍ਹਾਂ ਦੀ ਸੁਵਿਧਾ ਦਿੱਤੀ ਜਾਵੇਗੀ। ਇਸ ਮੌਕੇ ਵੱਡੀ ਗਿਣਤੀ ਵਿੱਚ ਲੋਕ ਹਾਜ਼ਰ ਸਨ ਅਤੇ ਉਨ੍ਹਾਂ ਨੇ ਸਰਕਾਰ ਦੇ ਇਸ ਕਦਮ ਦੀ ਸ਼ਲਾਘਾ ਕੀਤੀ। [247,73,306,104]
story-2-photo-d [80,158,104,182]
story-1-photo-d [107,26,149,54]
story-13-body-left: ਪੰਜਾਬ ਸਰਕਾਰ ਵੱਲੋਂ ਜ਼ਿਲ੍ਹੇ ਦੇ ਵੱਖ-ਵੱਖ ਪਿੰਡਾਂ ਵਿੱਚ ਵਿਕਾਸ ਕਾਰਜ ਕਰਵਾਏ ਜਾ ਰਹੇ ਹਨ ਅਤੇ ਲੋਕਾਂ ਨੂੰ ਹਰ ਤਰ੍ਹਾਂ ਦੀ ਸੁਵਿਧਾ ਦਿੱਤੀ ਜਾਵੇਗੀ। ਇਸ ਮੌਕੇ ਵੱਡੀ ਗਿਣਤੀ ਵਿੱਚ ਲੋਕ ਹਾਜ਼ਰ ਸਨ ਅਤੇ ਉਨ੍ਹਾਂ ਨੇ ਸਰਕਾਰ ਦੇ ਇਸ ਕਦਮ ਦੀ ਸ਼ਲਾਘਾ ਕੀਤੀ। ਅਧਿਕਾਰੀਆਂ ਨੇ ਦੱਸਿਆ ਕਿ ਕੰਮ ਜਲਦ ਮੁਕੰਮਲ ਕੀਤਾ ਜਾਵੇਗਾ। ਪੰਜਾਬ ਸਰਕਾਰ ਵੱਲੋਂ ਜ਼ਿਲ੍ਹੇ ਦੇ ਵੱਖ-ਵੱਖ ਪਿੰਡਾਂ ਵਿੱਚ ਵਿਕਾਸ ਕਾਰਜ ਕਰਵਾਏ ਜਾ ਰਹੇ ਹਨ [2,473,76,490]
story-headline: ਮੋਹ ਦੀ ਘਾਟ ਚੁੱਕੀ ਨਹੀਂ ਨਾਂਵਾਂ ਸ਼ਬਦ ਦੀ ਗੱਲ ਕੀਤੀ [247,520,321,524]
story-1-photo-a [2,26,35,50]
story-1-body: ਪੰਜਾਬ ਟਾਈਮਜ਼ ਪੰਜਾਬ ਸਰਕਾਰ ਵੱਲੋਂ ਜ਼ਿਲ੍ਹੇ ਦੇ ਵੱਖ-ਵੱਖ ਪਿੰਡਾਂ ਵਿੱਚ ਵਿਕਾਸ ਕਾਰਜ ਕਰਵਾਏ ਜਾ ਰਹੇ ਹਨ ਅਤੇ ਲੋਕਾਂ ਨੂੰ ਹਰ ਤਰ੍ਹਾਂ ਦੀ ਸੁਵਿਧਾ ਦਿੱਤੀ ਜਾਵੇਗੀ। ਇਸ ਮੌਕੇ ਵੱਡੀ ਗਿਣਤੀ ਵਿੱਚ ਲੋਕ ਹਾਜ਼ਰ ਸਨ ਅਤੇ ਉਨ੍ਹਾਂ ਨੇ ਸਰਕਾਰ ਦੇ ਇਸ ਕਦਮ ਦੀ ਸ਼ਲਾਘਾ ਕੀਤੀ। ਅਧਿਕਾਰੀਆਂ ਨੇ ਦੱਸਿਆ ਕਿ ਕੰਮ ਜਲਦ ਮੁਕੰਮਲ ਕੀਤਾ ਜਾਵੇਗਾ। ਪੰਜਾਬ ਸਰਕਾਰ ਵੱਲੋਂ ਜ਼ਿਲ੍ਹੇ ਦੇ ਵੱਖ-ਵੱਖ ਪਿੰਡਾਂ ਵਿੱਚ ਵਿਕਾਸ ਕਾਰਜ ਕਰਵਾਏ ਜਾ ਰਹੇ ਹਨ ਅਤੇ ਲੋਕਾਂ ਨੂੰ ਹਰ ਤਰ੍ਹਾਂ ਦੀ ਸੁਵਿਧਾ ਦਿੱਤੀ ਜਾਵੇਗੀ। ਇਸ ਮੌਕੇ ਵੱਡੀ ਗਿਣਤੀ ਵਿੱਚ ਲੋਕ ਹਾਜ਼ਰ ਸਨ ਅਤੇ ਉਨ੍ਹਾਂ ਨੇ ਸਰਕਾਰ ਦੇ ਇਸ ਕਦਮ ਦੀ ਸ਼ਲਾਘਾ ਕੀਤੀ। ਪੰਜਾਬ ਸਰਕਾਰ ਵੱਲੋਂ ਜ਼ਿਲ੍ਹੇ ਦੇ ਵੱਖ-ਵੱਖ ਪਿੰਡਾਂ ਵਿੱਚ ਵਿਕਾਸ ਕਾਰਜ ਕਰਵਾਏ ਜਾ ਰਹੇ ਹਨ ਅਤੇ ਲੋਕਾਂ ਨੂੰ ਹਰ ਤਰ੍ਹਾਂ ਦੀ ਸੁਵਿਧਾ ਦਿੱਤੀ ਜਾਵੇਗੀ। ਇਸ ਮੌਕੇ ਵੱਡੀ ਗਿਣਤੀ ਵਿੱਚ ਲੋਕ ਹਾਜ਼ਰ ਸਨ ਅਤੇ ਉਨ੍ਹਾਂ ਨੇ ਸਰਕਾਰ ਦੇ ਇਸ ਕਦਮ ਦੀ ਸ਼ਲਾਘਾ ਕੀਤੀ। ਅਧਿਕਾਰੀਆਂ ਨੇ ਦੱਸਿਆ ਕਿ ਕੰਮ ਜਲਦ ਮੁਕੰਮਲ ਕੀਤਾ ਜਾਵੇਗਾ। ਪੰਜਾਬ ਸਰਕਾਰ ਵੱਲੋਂ ਜ਼ਿਲ੍ਹੇ ਦੇ ਵੱਖ-ਵੱਖ ਪਿੰਡਾਂ ਵਿੱਚ ਵਿਕਾਸ ਕਾਰਜ ਕਰਵਾਏ ਜਾ ਰਹੇ ਹਨ ਅਤੇ ਲੋਕਾਂ ਨੂੰ ਹਰ ਤਰ੍ਹਾਂ ਦੀ ਸੁਵਿਧਾ ਦਿੱਤੀ ਜਾਵੇਗੀ। ਇਸ ਮੌਕੇ ਵੱਡੀ ਗਿਣਤੀ ਵਿੱਚ ਲੋਕ ਹਾਜ਼ਰ ਸਨ ਅਤੇ ਉਨ੍ਹਾਂ ਨੇ ਸਰਕਾਰ ਦੇ ਇਸ ਕਦਮ ਦੀ ਸ਼ਲਾਘਾ ਕੀਤੀ। ਪੰਜਾਬ ਸਰਕਾਰ ਵੱਲੋਂ ਜ਼ਿਲ੍ਹੇ ਦੇ ਵੱਖ-ਵੱਖ ਪਿੰਡਾਂ ਵਿੱਚ ਵਿਕਾਸ ਕਾਰਜ ਕਰਵਾਏ ਜਾ ਰਹੇ ਹਨ ਅਤੇ ਲੋਕਾਂ ਨੂੰ ਹਰ ਤਰ੍ਹਾਂ ਦੀ ਸੁਵਿਧਾ ਦਿੱਤੀ ਜਾਵੇਗੀ। ਇਸ ਮੌਕੇ ਵੱਡੀ ਗਿਣਤੀ ਵਿੱਚ ਲੋਕ ਹਾਜ਼ਰ ਸਨ ਅਤੇ ਉਨ੍ਹਾਂ ਨੇ ਸਰਕਾਰ ਦੇ ਇਸ ਕਦਮ ਦੀ ਸ਼ਲਾਘਾ ਕੀਤੀ। ਅਧਿਕਾਰੀਆਂ ਨੇ ਦੱਸਿਆ ਕਿ ਕੰਮ ਜਲਦ ਮੁਕੰਮਲ ਕੀਤਾ ਜਾਵੇਗਾ। ਪੰਜਾਬ ਸਰਕਾਰ ਵੱਲੋਂ ਜ਼ਿਲ੍ਹੇ ਦੇ ਵੱਖ-ਵੱਖ ਪਿੰਡਾਂ ਵਿੱਚ ਵਿਕਾਸ ਕਾਰਜ ਕਰਵਾਏ ਜਾ ਰਹੇ ਹਨ ਅਤੇ ਲੋਕਾਂ ਨੂੰ ਹਰ ਤਰ੍ਹਾਂ ਦੀ ਸੁਵਿਧਾ ਦਿੱਤੀ ਜਾਵੇਗੀ। ਇਸ ਮੌਕੇ ਵੱਡੀ ਗਿਣਤੀ ਵਿੱਚ ਲੋਕ ਹਾਜ਼ਰ ਸਨ ਅਤੇ ਉਨ੍ਹਾਂ ਨੇ ਸਰਕਾਰ ਦੇ ਇਸ ਕਦਮ ਦੀ ਸ਼ਲਾਘਾ ਕੀਤੀ। [2,65,106,126]
story-2-photo-c [54,158,78,182]
story-headline: ਮਨਕ ਅਸੂਹ ਦੀ ਸਾਰੀਆਂ ਸਭਾਵਾਂ ਦੀ ਬੈਠਕ ਬੁਲਾਈ ਗਈ [2,495,84,499]
story-3-photo [152,14,244,76]
story-headline: ਪਾਰ ਰਾਜ ਆਗੂ ਲਈ ਵੰਡੇ ਗਏ ਪੈਨਸ਼ਨ ਦੇ ਚੈੱਕ [152,455,218,459]
story-4 [247,14,398,28]
story-2 [2,144,150,156]
story-7-body-left: ਪੰਜਾਬ ਸਰਕਾਰ ਵੱਲੋਂ ਜ਼ਿਲ੍ਹੇ ਦੇ ਵੱਖ-ਵੱਖ ਪਿੰਡਾਂ ਵਿੱਚ ਵਿਕਾਸ ਕਾਰਜ ਕਰਵਾਏ ਜਾ ਰਹੇ ਹਨ ਅਤੇ ਲੋਕਾਂ ਨੂੰ ਹਰ ਤਰ੍ਹਾਂ ਦੀ ਸੁਵਿਧਾ ਦਿੱਤੀ ਜਾਵੇਗੀ। ਇਸ ਮੌਕੇ ਵੱਡੀ ਗਿਣਤੀ ਵਿੱਚ ਲੋਕ ਹਾਜ਼ਰ ਸਨ ਅਤੇ ਉਨ੍ਹਾਂ ਨੇ ਸਰਕਾਰ ਦੇ ਇਸ ਕਦਮ ਦੀ ਸ਼ਲਾਘਾ ਕੀਤੀ। ਅਧਿਕਾਰੀਆਂ ਨੇ ਦੱਸਿਆ ਕਿ ਕੰਮ ਜਲਦ ਮੁਕੰਮਲ ਕੀਤਾ ਜਾਵੇਗਾ। ਪੰਜਾਬ ਸਰਕਾਰ ਵੱਲੋਂ ਜ਼ਿਲ੍ਹੇ ਦੇ ਵੱਖ-ਵੱਖ ਪਿੰਡਾਂ ਵਿੱਚ ਵਿਕਾਸ ਕਾਰਜ ਕਰਵਾਏ ਜਾ ਰਹੇ ਹਨ ਅਤੇ ਲੋਕਾਂ ਨੂੰ ਹਰ ਤਰ੍ਹਾਂ ਦੀ ਸੁਵਿਧਾ ਦਿੱਤੀ ਜਾਵੇਗੀ। ਇਸ ਮੌਕੇ ਵੱਡੀ ਗਿਣਤੀ ਵਿੱਚ ਲੋਕ ਹਾਜ਼ਰ ਸਨ ਅਤੇ ਉਨ੍ਹਾਂ ਨੇ ਸਰਕਾਰ ਦੇ ਇਸ ਕਦਮ ਦੀ ਸ਼ਲਾਘਾ ਕੀਤੀ। [2,302,72,329]
story-1-photo-b [37,26,70,50]
story-14-body: ਪੰਜਾਬ ਟਾਈਮਜ਼ ਪੰਜਾਬ ਸਰਕਾਰ ਵੱਲੋਂ ਜ਼ਿਲ੍ਹੇ ਦੇ ਵੱਖ-ਵੱਖ ਪਿੰਡਾਂ ਵਿੱਚ ਵਿਕਾਸ ਕਾਰਜ ਕਰਵਾਏ ਜਾ ਰਹੇ ਹਨ ਅਤੇ ਲੋਕਾਂ ਨੂੰ ਹਰ ਤਰ੍ਹਾਂ ਦੀ ਸੁਵਿਧਾ ਦਿੱਤੀ ਜਾਵੇਗੀ। ਇਸ ਮੌਕੇ ਵੱਡੀ ਗਿਣਤੀ ਵਿੱਚ ਲੋਕ ਹਾਜ਼ਰ ਸਨ ਅਤੇ ਉਨ੍ਹਾਂ ਨੇ ਸਰਕਾਰ ਦੇ ਇਸ ਕਦਮ ਦੀ ਸ਼ਲਾਘਾ ਕੀਤੀ। ਅਧਿਕਾਰੀਆਂ ਨੇ ਦੱਸਿਆ ਕਿ ਕੰਮ ਜਲਦ ਮੁਕੰਮਲ ਕੀਤਾ ਜਾਵੇਗਾ। ਪੰਜਾਬ ਸਰਕਾਰ ਵੱਲੋਂ ਜ਼ਿਲ੍ਹੇ ਦੇ ਵੱਖ-ਵੱਖ ਪਿੰਡਾਂ ਵਿੱਚ ਵਿਕਾਸ ਕਾਰਜ ਕਰਵਾਏ ਜਾ ਰਹੇ ਹਨ ਅਤੇ ਲੋਕਾਂ ਨੂੰ ਹਰ ਤਰ੍ਹਾਂ ਦੀ ਸੁਵਿਧਾ ਦਿੱਤੀ ਜਾਵੇਗੀ। ਇਸ ਮੌਕੇ ਵੱਡੀ ਗਿਣਤੀ ਵਿੱਚ ਲੋਕ ਹਾਜ਼ਰ [74,521,150,548]
story-9-body: ਪੰਜਾਬ ਸਰਕਾਰ ਵੱਲੋਂ ਜ਼ਿਲ੍ਹੇ ਦੇ ਵੱਖ-ਵੱਖ ਪਿੰਡਾਂ ਵਿੱਚ ਵਿਕਾਸ ਕਾਰਜ ਕਰਵਾਏ ਜਾ ਰਹੇ ਹਨ ਅਤੇ ਲੋਕਾਂ ਨੂੰ ਹਰ ਤਰ੍ਹਾਂ ਦੀ ਸੁਵਿਧਾ ਦਿੱਤੀ ਜਾਵੇਗੀ। ਇਸ ਮੌਕੇ ਵੱਡੀ ਗਿਣਤੀ ਵਿੱਚ ਲੋਕ ਹਾਜ਼ਰ ਸਨ ਅਤੇ ਉਨ੍ਹਾਂ ਨੇ ਸਰਕਾਰ ਦੇ ਇਸ ਕਦਮ ਦੀ ਸ਼ਲਾਘਾ ਕੀਤੀ। ਅਧਿਕਾਰੀਆਂ ਨੇ ਦੱਸਿਆ ਕਿ ਕੰਮ ਜਲਦ ਮੁਕੰਮਲ ਕੀਤਾ ਜਾਵੇਗਾ। ਪੰਜਾਬ ਸਰਕਾਰ ਵੱਲੋਂ ਜ਼ਿਲ੍ਹੇ ਦੇ ਵੱਖ-ਵੱਖ ਪਿੰਡਾਂ ਵਿੱਚ ਵਿਕਾਸ ਕਾਰਜ ਕਰਵਾਏ ਜਾ ਰਹੇ ਹਨ ਅਤੇ ਲੋਕਾਂ ਨੂੰ ਹਰ ਤਰ੍ਹਾਂ ਦੀ ਸੁਵਿਧਾ ਦਿੱਤੀ ਜਾਵੇਗੀ। ਇਸ ਮੌਕੇ ਵੱਡੀ ਗਿਣਤੀ ਵਿੱਚ ਲੋਕ ਹਾਜ਼ਰ ਸਨ ਅਤੇ ਉਨ੍ਹਾਂ ਨੇ ਸਰਕਾਰ ਦੇ ਇਸ ਕਦਮ ਦੀ ਸ਼ਲਾਘਾ ਕੀਤੀ। ਪੰਜਾਬ ਸਰਕਾਰ ਵੱਲੋਂ ਜ਼ਿਲ੍ਹੇ ਦੇ ਵੱਖ-ਵੱਖ ਪਿੰਡਾਂ ਵਿੱਚ ਵਿਕਾਸ ਕਾਰਜ ਕਰਵਾਏ ਜਾ ਰਹੇ ਹਨ ਅਤੇ ਲੋਕਾਂ ਨੂੰ ਹਰ ਤਰ੍ਹਾਂ ਦੀ ਸੁਵਿਧਾ ਦਿੱਤੀ ਜਾਵੇਗੀ। ਇਸ ਮੌਕੇ ਵੱਡੀ ਗਿਣਤੀ ਵਿੱਚ ਲੋਕ ਹਾਜ਼ਰ ਸਨ ਅਤੇ ਉਨ੍ਹਾਂ ਨੇ ਸਰਕਾਰ ਦੇ ਇਸ ਕਦਮ ਦੀ ਸ਼ਲਾਘਾ ਕੀਤੀ। ਅਧਿਕਾਰੀਆਂ ਨੇ ਦੱਸਿਆ ਕਿ ਕੰਮ ਜਲਦ ਮੁਕੰਮਲ ਕੀਤਾ ਜਾਵੇਗਾ। ਪੰਜਾਬ ਸਰਕਾਰ ਵੱਲੋਂ ਜ਼ਿਲ੍ਹੇ ਦੇ ਵੱਖ-ਵੱਖ ਪਿੰਡਾਂ ਵਿੱਚ ਵਿਕਾਸ ਕਾਰਜ ਕਰਵਾਏ ਜਾ ਰਹੇ ਹਨ ਅਤੇ ਲੋਕਾਂ ਨੂੰ ਹਰ ਤਰ੍ਹਾਂ ਦੀ ਸੁਵਿਧਾ ਦਿੱਤੀ ਜਾਵੇਗੀ। ਇਸ ਮੌਕੇ ਵੱਡੀ ਗਿਣਤੀ ਵਿੱਚ ਲੋਕ ਹਾਜ਼ਰ ਸਨ ਅਤੇ ਉਨ੍ਹਾਂ ਨੇ ਸਰਕਾਰ ਦੇ ਇਸ ਕਦਮ ਦੀ ਸ਼ਲਾਘਾ ਕੀਤੀ। [152,319,244,359]
story-8-photo-a [247,220,295,254]
masthead-edition: Daily PUNJAB TIMES Jalandhar, ਵੀਰਵਾਰ, 27 MARCH, 2025 [284,3,384,8]
story-12-photo [152,375,244,415]
story-subheadline: ਭੇਂਟਾ ਕਰ ਕੇ ਲਾਗੂ ਕੀਤਾ ਜਾਵੇਗਾ : ਸਕੱਤਰ [247,334,292,338]
story-headline: ਨਵੇਂ ਸ਼ਹਿਰ ਵਿੱਚ ਵਿਕਾਸ ਕਾਰਜ ਸ਼ੁਰੂ [247,574,291,577]
story-5 [247,111,398,123]
story-2-photo-b [28,158,52,182]
story-10-body: ਪੰਜਾਬ ਟਾਈਮਜ਼ ਪੰਜਾਬ ਸਰਕਾਰ ਵੱਲੋਂ ਜ਼ਿਲ੍ਹੇ ਦੇ ਵੱਖ-ਵੱਖ ਪਿੰਡਾਂ ਵਿੱਚ ਵਿਕਾਸ ਕਾਰਜ ਕਰਵਾਏ ਜਾ ਰਹੇ ਹਨ ਅਤੇ ਲੋਕਾਂ ਨੂੰ ਹਰ ਤਰ੍ਹਾਂ ਦੀ ਸੁਵਿਧਾ ਦਿੱਤੀ ਜਾਵੇਗੀ। ਇਸ ਮੌਕੇ ਵੱਡੀ ਗਿਣਤੀ ਵਿੱਚ ਲੋਕ ਹਾਜ਼ਰ ਸਨ ਅਤੇ ਉਨ੍ਹਾਂ ਨੇ ਸਰਕਾਰ ਦੇ ਇਸ ਕਦਮ ਦੀ ਸ਼ਲਾਘਾ ਕੀਤੀ। ਅਧਿਕਾਰੀਆਂ ਨੇ ਦੱਸਿਆ ਕਿ ਕੰਮ ਜਲਦ ਮੁਕੰਮਲ ਕੀਤਾ ਜਾਵੇਗਾ। ਪੰਜਾਬ ਸਰਕਾਰ ਵੱਲੋਂ ਜ਼ਿਲ੍ਹੇ ਦੇ ਵੱਖ-ਵੱਖ ਪਿੰਡਾਂ ਵਿੱਚ ਵਿਕਾਸ ਕਾਰਜ ਕਰਵਾਏ ਜਾ ਰਹੇ ਹਨ ਅਤੇ ਲੋਕਾਂ ਨੂੰ ਹਰ ਤਰ੍ਹਾਂ ਦੀ ਸੁਵਿਧਾ ਦਿੱਤੀ ਜਾਵੇਗੀ। ਇਸ ਮੌਕੇ ਵੱਡੀ ਗਿਣਤੀ ਵਿੱਚ ਲੋਕ ਹਾਜ਼ਰ ਸਨ ਅਤੇ ਉਨ੍ਹਾਂ ਨੇ ਸਰਕਾਰ ਦੇ ਇਸ ਕਦਮ ਦੀ ਸ਼ਲਾਘਾ ਕੀਤੀ। [78,362,149,395]
masthead-section: ਮੁੱਖ ਖ਼ਬਰਾਂ [175,3,191,8]
story-headline: ਮੀਂਹ ਦੇ ਪਾਣੀ ਨੇ ਲੋਕਾਂ ਨੂੰ ਘਰਾਂ 'ਚ ਕੀਤਾ ਨਜ਼ਰਬੰਦ [2,14,113,20]
story-9 [152,306,244,318]
story-7-body: ਪੰਜਾਬ ਟਾਈਮਜ਼ ਪੰਜਾਬ ਸਰਕਾਰ ਵੱਲੋਂ ਜ਼ਿਲ੍ਹੇ ਦੇ ਵੱਖ-ਵੱਖ ਪਿੰਡਾਂ ਵਿੱਚ ਵਿਕਾਸ ਕਾਰਜ ਕਰਵਾਏ ਜਾ ਰਹੇ ਹਨ ਅਤੇ ਲੋਕਾਂ ਨੂੰ ਹਰ ਤਰ੍ਹਾਂ ਦੀ ਸੁਵਿਧਾ ਦਿੱਤੀ ਜਾਵੇਗੀ। ਇਸ ਮੌਕੇ ਵੱਡੀ ਗਿਣਤੀ ਵਿੱਚ ਲੋਕ ਹਾਜ਼ਰ ਸਨ ਅਤੇ ਉਨ੍ਹਾਂ ਨੇ ਸਰਕਾਰ ਦੇ ਇਸ ਕਦਮ ਦੀ ਸ਼ਲਾਘਾ ਕੀਤੀ। ਅਧਿਕਾਰੀਆਂ ਨੇ ਦੱਸਿਆ ਕਿ ਕੰਮ ਜਲਦ ਮੁਕੰਮਲ ਕੀਤਾ ਜਾਵੇਗਾ। ਪੰਜਾਬ ਸਰਕਾਰ ਵੱਲੋਂ ਜ਼ਿਲ੍ਹੇ ਦੇ ਵੱਖ-ਵੱਖ ਪਿੰਡਾਂ ਵਿੱਚ ਵਿਕਾਸ ਕਾਰਜ ਕਰਵਾਏ ਜਾ ਰਹੇ ਹਨ ਅਤੇ ਲੋਕਾਂ ਨੂੰ ਹਰ ਤਰ੍ਹਾਂ ਦੀ ਸੁਵਿਧਾ ਦਿੱਤੀ ਜਾਵੇਗੀ। ਇਸ ਮੌਕੇ ਵੱਡੀ ਗਿਣਤੀ ਵਿੱਚ ਲੋਕ ਹਾਜ਼ਰ ਸਨ ਅਤੇ ਉਨ੍ਹਾਂ ਨੇ ਸਰਕਾਰ ਦੇ ਇਸ ਕਦਮ ਦੀ ਸ਼ਲਾਘਾ ਕੀਤੀ। [74,273,150,303]
story-2-body: ਪੰਜਾਬ ਟਾਈਮਜ਼ ਪੰਜਾਬ ਸਰਕਾਰ ਵੱਲੋਂ ਜ਼ਿਲ੍ਹੇ ਦੇ ਵੱਖ-ਵੱਖ ਪਿੰਡਾਂ ਵਿੱਚ ਵਿਕਾਸ ਕਾਰਜ ਕਰਵਾਏ ਜਾ ਰਹੇ ਹਨ ਅਤੇ ਲੋਕਾਂ ਨੂੰ ਹਰ ਤਰ੍ਹਾਂ ਦੀ ਸੁਵਿਧਾ ਦਿੱਤੀ ਜਾਵੇਗੀ। ਇਸ ਮੌਕੇ ਵੱਡੀ ਗਿਣਤੀ ਵਿੱਚ ਲੋਕ ਹਾਜ਼ਰ ਸਨ ਅਤੇ ਉਨ੍ਹਾਂ ਨੇ ਸਰਕਾਰ ਦੇ ਇਸ ਕਦਮ ਦੀ ਸ਼ਲਾਘਾ ਕੀਤੀ। ਅਧਿਕਾਰੀਆਂ ਨੇ ਦੱਸਿਆ ਕਿ ਕੰਮ ਜਲਦ ਮੁਕੰਮਲ ਕੀਤਾ ਜਾਵੇਗਾ। ਪੰਜਾਬ ਸਰਕਾਰ ਵੱਲੋਂ ਜ਼ਿਲ੍ਹੇ ਦੇ ਵੱਖ-ਵੱਖ ਪਿੰਡਾਂ ਵਿੱਚ ਵਿਕਾਸ ਕਾਰਜ ਕਰਵਾਏ ਜਾ ਰਹੇ ਹਨ ਅਤੇ ਲੋਕਾਂ ਨੂੰ ਹਰ ਤਰ੍ਹਾਂ ਦੀ ਸੁਵਿਧਾ ਦਿੱਤੀ ਜਾਵੇਗੀ। ਇਸ ਮੌਕੇ ਵੱਡੀ ਗਿਣਤੀ ਵਿੱਚ ਲੋਕ ਹਾਜ਼ਰ ਸਨ ਅਤੇ ਉਨ੍ਹਾਂ ਨੇ ਸਰਕਾਰ ਦੇ ਇਸ ਕਦਮ ਦੀ ਸ਼ਲਾਘਾ ਕੀਤੀ। ਪੰਜਾਬ ਸਰਕਾਰ ਵੱਲੋਂ ਜ਼ਿਲ੍ਹੇ ਦੇ ਵੱਖ-ਵੱਖ ਪਿੰਡਾਂ ਵਿੱਚ ਵਿਕਾਸ ਕਾਰਜ ਕਰਵਾਏ ਜਾ ਰਹੇ ਹਨ ਅਤੇ ਲੋਕਾਂ ਨੂੰ ਹਰ ਤਰ੍ਹਾਂ ਦੀ ਸੁਵਿਧਾ ਦਿੱਤੀ ਜਾਵੇਗੀ। ਇਸ ਮੌਕੇ ਵੱਡੀ ਗਿਣਤੀ ਵਿੱਚ ਲੋਕ ਹਾਜ਼ਰ ਸਨ ਅਤੇ ਉਨ੍ਹਾਂ ਨੇ ਸਰਕਾਰ ਦੇ ਇਸ ਕਦਮ ਦੀ ਸ਼ਲਾਘਾ ਕੀਤੀ। ਅਧਿਕਾਰੀਆਂ ਨੇ ਦੱਸਿਆ ਕਿ ਕੰਮ ਜਲਦ ਮੁਕੰਮਲ ਕੀਤਾ ਜਾਵੇਗਾ। ਪੰਜਾਬ ਸਰਕਾਰ ਵੱਲੋਂ ਜ਼ਿਲ੍ਹੇ ਦੇ ਵੱਖ-ਵੱਖ ਪਿੰਡਾਂ ਵਿੱਚ ਵਿਕਾਸ ਕਾਰਜ ਕਰਵਾਏ ਜਾ ਰਹੇ ਹਨ ਅਤੇ ਲੋਕਾਂ ਨੂੰ ਹਰ ਤਰ੍ਹਾਂ ਦੀ ਸੁਵਿਧਾ ਦਿੱਤੀ ਜਾਵੇਗੀ। ਇਸ ਮੌਕੇ ਵੱਡੀ ਗਿਣਤੀ ਵਿੱਚ ਲੋਕ ਹਾਜ਼ਰ ਸਨ ਅਤੇ ਉਨ੍ਹਾਂ ਨੇ ਸਰਕਾਰ ਦੇ ਇਸ ਕਦਮ ਦੀ ਸ਼ਲਾਘਾ ਕੀਤੀ। ਪੰਜਾਬ ਸਰਕਾਰ ਵੱਲੋਂ ਜ਼ਿਲ੍ਹੇ ਦੇ ਵੱਖ-ਵੱਖ ਪਿੰਡਾਂ ਵਿੱਚ ਵਿਕਾਸ ਕਾਰਜ ਕਰਵਾਏ ਜਾ ਰਹੇ ਹਨ ਅਤੇ ਲੋਕਾਂ ਨੂੰ ਹਰ ਤਰ੍ਹਾਂ ਦੀ ਸੁਵਿਧਾ ਦਿੱਤੀ ਜਾਵੇਗੀ। ਇਸ ਮੌਕੇ ਵੱਡੀ ਗਿਣਤੀ ਵਿੱਚ ਲੋਕ ਹਾਜ਼ਰ ਸਨ ਅਤੇ ਉਨ੍ਹਾਂ ਨੇ ਸਰਕਾਰ ਦੇ ਇਸ ਕਦਮ ਦੀ ਸ਼ਲਾਘਾ ਕੀਤੀ। ਅਧਿਕਾਰੀਆਂ ਨੇ ਦੱਸਿਆ ਕਿ ਕੰਮ ਜਲਦ ਮੁਕੰਮਲ ਕੀਤਾ ਜਾਵੇਗਾ। ਪੰਜਾਬ ਸਰਕਾਰ ਵੱਲੋਂ ਜ਼ਿਲ੍ਹੇ ਦੇ ਵੱਖ-ਵੱਖ ਪਿੰਡਾਂ ਵਿੱਚ ਵਿਕਾਸ ਕਾਰਜ ਕਰਵਾਏ ਜਾ ਰਹੇ ਹਨ ਅਤੇ ਲੋਕਾਂ ਨੂੰ ਹਰ ਤਰ੍ਹਾਂ ਦੀ ਸੁਵਿਧਾ ਦਿੱਤੀ ਜਾਵੇਗੀ। ਇਸ ਮੌਕੇ ਵੱਡੀ ਗਿਣਤੀ ਵਿੱਚ ਲੋਕ ਹਾਜ਼ਰ ਸਨ ਅਤੇ ਉਨ੍ਹਾਂ ਨੇ ਸਰਕਾਰ ਦੇ ਇਸ ਕਦਮ ਦੀ ਸ਼ਲਾਘਾ ਕੀਤੀ। [2,197,150,244]
story-headline: ਕੌਂਸਲ ਸਕੱਤਰ ਵਲੋਂ ਪੰਜਾਬ 'ਚ ਕਿਸੇ ਵੀ ਲਾਪਰਵਾਹੀ ਦਾ ਸ਼ਿਕਾਰ ਬਾਰੇ ਨਹੀਂ ਕੀਤਾ ਜਿਆ : ਕੇਵਲ ਸਿੰਘ ਢਿੱਲੋਂ [2,144,145,153]
story-8-body-left: ਪੰਜਾਬ ਸਰਕਾਰ ਵੱਲੋਂ ਜ਼ਿਲ੍ਹੇ ਦੇ ਵੱਖ-ਵੱਖ ਪਿੰਡਾਂ ਵਿੱਚ ਵਿਕਾਸ ਕਾਰਜ ਕਰਵਾਏ ਜਾ ਰਹੇ ਹਨ ਅਤੇ ਲੋਕਾਂ ਨੂੰ ਹਰ ਤਰ੍ਹਾਂ ਦੀ ਸੁਵਿਧਾ ਦਿੱਤੀ ਜਾਵੇਗੀ। ਇਸ ਮੌਕੇ ਵੱਡੀ ਗਿਣਤੀ ਵਿੱਚ ਲੋਕ ਹਾਜ਼ਰ ਸਨ ਅਤੇ ਉਨ੍ਹਾਂ ਨੇ ਸਰਕਾਰ ਦੇ ਇਸ ਕਦਮ ਦੀ ਸ਼ਲਾਘਾ ਕੀਤੀ। ਅਧਿਕਾਰੀਆਂ ਨੇ ਦੱਸਿਆ ਕਿ ਕੰਮ ਜਲਦ ਮੁਕੰਮਲ ਕੀਤਾ ਜਾਵੇਗਾ। ਪੰਜਾਬ ਸਰਕਾਰ ਵੱਲੋਂ ਜ਼ਿਲ੍ਹੇ ਦੇ ਵੱਖ-ਵੱਖ ਪਿੰਡਾਂ ਵਿੱਚ ਵਿਕਾਸ ਕਾਰਜ ਕਰਵਾਏ ਜਾ ਰਹੇ ਹਨ ਅਤੇ ਲੋਕਾਂ ਨੂੰ ਹਰ ਤਰ੍ਹਾਂ ਦੀ ਸੁਵਿਧਾ ਦਿੱਤੀ ਜਾਵੇਗੀ। ਇਸ ਮੌਕੇ ਵੱਡੀ ਗਿਣਤੀ ਵਿੱਚ ਲੋਕ ਹਾਜ਼ਰ ਸਨ ਅਤੇ ਉਨ੍ਹਾਂ ਨੇ ਸਰਕਾਰ ਦੇ ਇਸ ਕਦਮ ਦੀ ਸ਼ਲਾਘਾ ਕੀਤੀ। ਪੰਜਾਬ ਸਰਕਾਰ ਵੱਲੋਂ ਜ਼ਿਲ੍ਹੇ ਦੇ ਵੱਖ-ਵੱਖ ਪਿੰਡਾਂ ਵਿੱਚ ਵਿਕਾਸ ਕਾਰਜ ਕਰਵਾਏ ਜਾ ਰਹੇ ਹਨ ਅਤੇ ਲੋਕਾਂ ਨੂੰ ਹਰ ਤਰ੍ਹਾਂ ਦੀ ਸੁਵਿਧਾ ਦਿੱਤੀ ਜਾਵੇਗੀ। ਇਸ ਮੌਕੇ ਵੱਡੀ ਗਿਣਤੀ ਵਿੱਚ ਲੋਕ ਹਾਜ਼ਰ ਸਨ ਅਤੇ ਉਨ੍ਹਾਂ ਨੇ ਸਰਕਾਰ ਦੇ ਇਸ ਕਦਮ ਦੀ ਸ਼ਲਾਘਾ ਕੀਤੀ। ਅਧਿਕਾਰੀਆਂ ਨੇ ਦੱਸਿਆ ਕਿ ਕੰਮ ਜਲਦ ਮੁਕੰਮਲ ਕੀਤਾ ਜਾਵੇਗਾ। ਪੰਜਾਬ ਸਰਕਾਰ ਵੱਲੋਂ ਜ਼ਿਲ੍ਹੇ ਦੇ ਵੱਖ-ਵੱਖ ਪਿੰਡਾਂ ਵਿੱਚ ਵਿਕਾਸ ਕਾਰਜ ਕਰਵਾਏ ਜਾ ਰਹੇ ਹਨ ਅਤੇ ਲੋਕਾਂ ਨੂੰ ਹਰ ਤਰ੍ਹਾਂ ਦੀ ਸੁਵਿਧਾ ਦਿੱਤੀ ਜਾਵੇਗੀ। ਇਸ ਮੌਕੇ ਵੱਡੀ ਗਿਣਤੀ ਵਿੱਚ ਲੋਕ ਹਾਜ਼ਰ ਸਨ ਅਤੇ ਉਨ੍ਹਾਂ ਨੇ ਸਰਕਾਰ ਦੇ ਇਸ ਕਦਮ ਦੀ ਸ਼ਲਾਘਾ ਕੀਤੀ। [247,256,345,297]
story-5-body-left: ਪੰਜਾਬ ਸਰਕਾਰ ਵੱਲੋਂ ਜ਼ਿਲ੍ਹੇ ਦੇ ਵੱਖ-ਵੱਖ ਪਿੰਡਾਂ ਵਿੱਚ ਵਿਕਾਸ ਕਾਰਜ ਕਰਵਾਏ ਜਾ ਰਹੇ ਹਨ ਅਤੇ ਲੋਕਾਂ ਨੂੰ ਹਰ ਤਰ੍ਹਾਂ ਦੀ ਸੁਵਿਧਾ ਦਿੱਤੀ ਜਾਵੇਗੀ। ਇਸ ਮੌਕੇ ਵੱਡੀ ਗਿਣਤੀ ਵਿੱਚ ਲੋਕ ਹਾਜ਼ਰ ਸਨ ਅਤੇ ਉਨ੍ਹਾਂ ਨੇ ਸਰਕਾਰ ਦੇ ਇਸ ਕਦਮ ਦੀ ਸ਼ਲਾਘਾ ਕੀਤੀ। ਅਧਿਕਾਰੀਆਂ ਨੇ ਦੱਸਿਆ ਕਿ ਕੰਮ ਜਲਦ ਮੁਕੰਮਲ ਕੀਤਾ ਜਾਵੇਗਾ। ਪੰਜਾਬ ਸਰਕਾਰ ਵੱਲੋਂ ਜ਼ਿਲ੍ਹੇ ਦੇ ਵੱਖ-ਵੱਖ ਪਿੰਡਾਂ ਵਿੱਚ ਵਿਕਾਸ ਕਾਰਜ ਕਰਵਾਏ ਜਾ ਰਹੇ ਹਨ ਅਤੇ ਲੋਕਾਂ ਨੂੰ ਹਰ ਤਰ੍ਹਾਂ ਦੀ ਸੁਵਿਧਾ ਦਿੱਤੀ ਜਾਵੇਗੀ। ਇਸ ਮੌਕੇ ਵੱਡੀ ਗਿਣਤੀ ਵਿੱਚ ਲੋਕ ਹਾਜ਼ਰ ਸਨ ਅਤੇ ਉਨ੍ਹਾਂ ਨੇ ਸਰਕਾਰ ਦੇ ਇਸ ਕਦਮ ਦੀ ਸ਼ਲਾਘਾ ਕੀਤੀ। [247,168,322,192]
story-headline: ਕਰਨ ਬੇਲਾ ਨਿਵਾਸ ਬਿਨਾ ਕੀਤੇ ਗਏ ਵਿਸਥਾਰ ਲਈ ਨਗਰ ਨਿਗਮ ਦਾ ਕਦਮ [152,306,234,315]
story-10-body-left: ਪੰਜਾਬ ਸਰਕਾਰ ਵੱਲੋਂ ਜ਼ਿਲ੍ਹੇ ਦੇ ਵੱਖ-ਵੱਖ ਪਿੰਡਾਂ ਵਿੱਚ ਵਿਕਾਸ ਕਾਰਜ ਕਰਵਾਏ ਜਾ ਰਹੇ ਹਨ ਅਤੇ ਲੋਕਾਂ ਨੂੰ ਹਰ ਤਰ੍ਹਾਂ ਦੀ ਸੁਵਿਧਾ ਦਿੱਤੀ ਜਾਵੇਗੀ। ਇਸ ਮੌਕੇ ਵੱਡੀ ਗਿਣਤੀ ਵਿੱਚ ਲੋਕ ਹਾਜ਼ਰ ਸਨ ਅਤੇ ਉਨ੍ਹਾਂ ਨੇ ਸਰਕਾਰ ਦੇ ਇਸ ਕਦਮ ਦੀ ਸ਼ਲਾਘਾ ਕੀਤੀ। ਅਧਿਕਾਰੀਆਂ ਨੇ ਦੱਸਿਆ ਕਿ ਕੰਮ ਜਲਦ ਮੁਕੰਮਲ ਕੀਤਾ ਜਾਵੇਗਾ। ਪੰਜਾਬ ਸਰਕਾਰ ਵੱਲੋਂ ਜ਼ਿਲ੍ਹੇ ਦੇ ਵੱਖ-ਵੱਖ ਪਿੰਡਾਂ ਵਿੱਚ ਵਿਕਾਸ ਕਾਰਜ ਕਰਵਾਏ ਜਾ ਰਹੇ ਹਨ [2,393,76,409]
story-headline: ਜ਼ਰੂਰੀ ਸੁਵਿਧਾਵਾਂ ਤੋਂ ਵਾਂਝੇ ਲੋਕਾਂ ਲਈ ਕਾਰਵਾਈ [152,362,219,366]
story-11 [247,324,398,340]
story-17-body: ਪੰਜਾਬ ਟਾਈਮਜ਼ ਪੰਜਾਬ ਸਰਕਾਰ ਵੱਲੋਂ ਜ਼ਿਲ੍ਹੇ ਦੇ ਵੱਖ-ਵੱਖ ਪਿੰਡਾਂ ਵਿੱਚ ਵਿਕਾਸ ਕਾਰਜ ਕਰਵਾਏ ਜਾ ਰਹੇ ਹਨ ਅਤੇ ਲੋਕਾਂ ਨੂੰ ਹਰ ਤਰ੍ਹਾਂ ਦੀ ਸੁਵਿਧਾ ਦਿੱਤੀ ਜਾਵੇਗੀ। ਇਸ ਮੌਕੇ ਵੱਡੀ ਗਿਣਤੀ ਵਿੱਚ ਲੋਕ ਹਾਜ਼ਰ ਸਨ ਅਤੇ ਉਨ੍ਹਾਂ ਨੇ ਸਰਕਾਰ ਦੇ ਇਸ ਕਦਮ ਦੀ ਸ਼ਲਾਘਾ ਕੀਤੀ। ਅਧਿਕਾਰੀਆਂ ਨੇ ਦੱਸਿਆ ਕਿ ਕੰਮ ਜਲਦ ਮੁਕੰਮਲ ਕੀਤਾ ਜਾਵੇਗਾ। ਪੰਜਾਬ ਸਰਕਾਰ ਵੱਲੋਂ ਜ਼ਿਲ੍ਹੇ ਦੇ ਵੱਖ-ਵੱਖ ਪਿੰਡਾਂ ਵਿੱਚ ਵਿਕਾਸ ਕਾਰਜ ਕਰਵਾਏ ਜਾ ਰਹੇ ਹਨ ਅਤੇ ਲੋਕਾਂ ਨੂੰ ਹਰ ਤਰ੍ਹਾਂ ਦੀ ਸੁਵਿਧਾ ਦਿੱਤੀ ਜਾਵੇਗੀ। ਇਸ ਮੌਕੇ ਵੱਡੀ ਗਿਣਤੀ ਵਿੱਚ ਲੋਕ ਹਾਜ਼ਰ ਸਨ ਅਤੇ ਉਨ੍ਹਾਂ ਨੇ ਸਰਕਾਰ ਦੇ ਇਸ ਕਦਮ ਦੀ ਸ਼ਲਾਘਾ ਕੀਤੀ। ਪੰਜਾਬ ਸਰਕਾਰ ਵੱਲੋਂ ਜ਼ਿਲ੍ਹੇ ਦੇ ਵੱਖ-ਵੱਖ ਪਿੰਡਾਂ ਵਿੱਚ ਵਿਕਾਸ ਕਾਰਜ ਕਰਵਾਏ ਜਾ ਰਹੇ ਹਨ ਅਤੇ ਲੋਕਾਂ ਨੂੰ ਹਰ ਤਰ੍ਹਾਂ ਦੀ ਸੁਵਿਧਾ ਦਿੱਤੀ ਜਾਵੇਗੀ। ਇਸ ਮੌਕੇ ਵੱਡੀ ਗਿਣਤੀ ਵਿੱਚ ਲੋਕ ਹਾਜ਼ਰ ਸਨ ਅਤੇ ਉਨ੍ਹਾਂ ਨੇ ਸਰਕਾਰ ਦੇ ਇਸ ਕਦਮ ਦੀ ਸ਼ਲਾਘਾ ਕੀਤੀ। ਅਧਿਕਾਰੀਆਂ ਨੇ ਦੱਸਿਆ ਕਿ ਕੰਮ ਜਲਦ ਮੁਕੰਮਲ ਕੀਤਾ ਜਾਵੇਗਾ। ਪੰਜਾਬ ਸਰਕਾਰ ਵੱਲੋਂ ਜ਼ਿਲ੍ਹੇ ਦੇ ਵੱਖ-ਵੱਖ ਪਿੰਡਾਂ ਵਿੱਚ ਵਿਕਾਸ ਕਾਰਜ ਕਰਵਾਏ ਜਾ ਰਹੇ ਹਨ ਅਤੇ ਲੋਕਾਂ ਨੂੰ ਹਰ ਤਰ੍ਹਾਂ ਦੀ ਸੁਵਿਧਾ ਦਿੱਤੀ ਜਾਵੇਗੀ। ਇਸ ਮੌਕੇ ਵੱਡੀ ਗਿਣਤੀ ਵਿੱਚ ਲੋਕ ਹਾਜ਼ਰ ਸਨ ਅਤੇ ਉਨ੍ਹਾਂ ਨੇ ਸਰਕਾਰ ਦੇ ਇਸ ਕਦਮ ਦੀ ਸ਼ਲਾਘਾ ਕੀਤੀ। [309,547,398,597]
story-8-photo-b [297,220,345,254]
story-16-body: ਪੰਜਾਬ ਟਾਈਮਜ਼ ਪੰਜਾਬ ਸਰਕਾਰ ਵੱਲੋਂ ਜ਼ਿਲ੍ਹੇ ਦੇ ਵੱਖ-ਵੱਖ ਪਿੰਡਾਂ ਵਿੱਚ ਵਿਕਾਸ ਕਾਰਜ ਕਰਵਾਏ ਜਾ ਰਹੇ ਹਨ ਅਤੇ ਲੋਕਾਂ ਨੂੰ ਹਰ ਤਰ੍ਹਾਂ ਦੀ ਸੁਵਿਧਾ ਦਿੱਤੀ ਜਾਵੇਗੀ। ਇਸ ਮੌਕੇ ਵੱਡੀ ਗਿਣਤੀ ਵਿੱਚ ਲੋਕ ਹਾਜ਼ਰ ਸਨ ਅਤੇ ਉਨ੍ਹਾਂ ਨੇ ਸਰਕਾਰ ਦੇ ਇਸ ਕਦਮ ਦੀ ਸ਼ਲਾਘਾ ਕੀਤੀ। ਅਧਿਕਾਰੀਆਂ ਨੇ ਦੱਸਿਆ ਕਿ ਕੰਮ ਜਲਦ ਮੁਕੰਮਲ ਕੀਤਾ ਜਾਵੇਗਾ। ਪੰਜਾਬ ਸਰਕਾਰ ਵੱਲੋਂ ਜ਼ਿਲ੍ਹੇ ਦੇ ਵੱਖ-ਵੱਖ ਪਿੰਡਾਂ ਵਿੱਚ ਵਿਕਾਸ ਕਾਰਜ ਕਰਵਾਏ ਜਾ ਰਹੇ ਹਨ ਅਤੇ ਲੋਕਾਂ ਨੂੰ ਹਰ ਤਰ੍ਹਾਂ ਦੀ ਸੁਵਿਧਾ ਦਿੱਤੀ ਜਾਵੇਗੀ। ਇਸ ਮੌਕੇ ਵੱਡੀ ਗਿਣਤੀ ਵਿੱਚ ਲੋਕ ਹਾਜ਼ਰ ਸਨ ਅਤੇ ਉਨ੍ਹਾਂ ਨੇ ਸਰਕਾਰ ਦੇ ਇਸ ਕਦਮ ਦੀ ਸ਼ਲਾਘਾ ਕੀਤੀ। [321,449,398,479]
story-13-photo [2,431,76,471]
story-4-body: ਪੰਜਾਬ ਟਾਈਮਜ਼ ਪੰਜਾਬ ਸਰਕਾਰ ਵੱਲੋਂ ਜ਼ਿਲ੍ਹੇ ਦੇ ਵੱਖ-ਵੱਖ ਪਿੰਡਾਂ ਵਿੱਚ ਵਿਕਾਸ ਕਾਰਜ ਕਰਵਾਏ ਜਾ ਰਹੇ ਹਨ ਅਤੇ ਲੋਕਾਂ ਨੂੰ ਹਰ ਤਰ੍ਹਾਂ ਦੀ ਸੁਵਿਧਾ ਦਿੱਤੀ ਜਾਵੇਗੀ। ਇਸ ਮੌਕੇ ਵੱਡੀ ਗਿਣਤੀ ਵਿੱਚ ਲੋਕ ਹਾਜ਼ਰ ਸਨ ਅਤੇ ਉਨ੍ਹਾਂ ਨੇ ਸਰਕਾਰ ਦੇ ਇਸ ਕਦਮ ਦੀ ਸ਼ਲਾਘਾ ਕੀਤੀ। ਅਧਿਕਾਰੀਆਂ ਨੇ ਦੱਸਿਆ ਕਿ ਕੰਮ ਜਲਦ ਮੁਕੰਮਲ ਕੀਤਾ ਜਾਵੇਗਾ। ਪੰਜਾਬ ਸਰਕਾਰ ਵੱਲੋਂ ਜ਼ਿਲ੍ਹੇ ਦੇ ਵੱਖ-ਵੱਖ ਪਿੰਡਾਂ ਵਿੱਚ ਵਿਕਾਸ ਕਾਰਜ ਕਰਵਾਏ ਜਾ ਰਹੇ ਹਨ ਅਤੇ ਲੋਕਾਂ ਨੂੰ ਹਰ ਤਰ੍ਹਾਂ ਦੀ ਸੁਵਿਧਾ ਦਿੱਤੀ ਜਾਵੇਗੀ। ਇਸ ਮੌਕੇ ਵੱਡੀ ਗਿਣਤੀ ਵਿੱਚ ਲੋਕ ਹਾਜ਼ਰ ਸਨ ਅਤੇ ਉਨ੍ਹਾਂ ਨੇ ਸਰਕਾਰ ਦੇ ਇਸ ਕਦਮ ਦੀ ਸ਼ਲਾਘਾ ਕੀਤੀ। ਪੰਜਾਬ ਸਰਕਾਰ ਵੱਲੋਂ ਜ਼ਿਲ੍ਹੇ ਦੇ ਵੱਖ-ਵੱਖ ਪਿੰਡਾਂ ਵਿੱਚ ਵਿਕਾਸ ਕਾਰਜ ਕਰਵਾਏ ਜਾ ਰਹੇ ਹਨ ਅਤੇ ਲੋਕਾਂ ਨੂੰ ਹਰ ਤਰ੍ਹਾਂ ਦੀ ਸੁਵਿਧਾ ਦਿੱਤੀ ਜਾਵੇਗੀ। ਇਸ ਮੌਕੇ ਵੱਡੀ ਗਿਣਤੀ ਵਿੱਚ ਲੋਕ ਹਾਜ਼ਰ ਸਨ ਅਤੇ ਉਨ੍ਹਾਂ ਨੇ ਸਰਕਾਰ ਦੇ ਇਸ ਕਦਮ ਦੀ ਸ਼ਲਾਘਾ ਕੀਤੀ। ਅਧਿਕਾਰੀਆਂ ਨੇ ਦੱਸਿਆ ਕਿ ਕੰਮ ਜਲਦ ਮੁਕੰਮਲ ਕੀਤਾ ਜਾਵੇਗਾ। ਪੰਜਾਬ ਸਰਕਾਰ ਵੱਲੋਂ ਜ਼ਿਲ੍ਹੇ ਦੇ ਵੱਖ-ਵੱਖ ਪਿੰਡਾਂ ਵਿੱਚ ਵਿਕਾਸ ਕਾਰਜ ਕਰਵਾਏ ਜਾ ਰਹੇ ਹਨ ਅਤੇ ਲੋਕਾਂ ਨੂੰ ਹਰ ਤਰ੍ਹਾਂ ਦੀ ਸੁਵਿਧਾ ਦਿੱਤੀ ਜਾਵੇਗੀ। ਇਸ ਮੌਕੇ ਵੱਡੀ ਗਿਣਤੀ ਵਿੱਚ ਲੋਕ ਹਾਜ਼ਰ ਸਨ ਅਤੇ ਉਨ੍ਹਾਂ ਨੇ ਸਰਕਾਰ ਦੇ ਇਸ ਕਦਮ ਦੀ ਸ਼ਲਾਘਾ ਕੀਤੀ। [309,42,398,92]
story-headline: ਸ਼ਰਧਾਲੂਆਂ ਨੇ ਮਾਤਾ ਦੇ ਦਰਬਾਰ ਵਿੱਚ ਮੱਥਾ ਟੇਕਿਆ [247,422,328,426]
story-8-body: ਪੰਜਾਬ ਟਾਈਮਜ਼ ਪੰਜਾਬ ਸਰਕਾਰ ਵੱਲੋਂ ਜ਼ਿਲ੍ਹੇ ਦੇ ਵੱਖ-ਵੱਖ ਪਿੰਡਾਂ ਵਿੱਚ ਵਿਕਾਸ ਕਾਰਜ ਕਰਵਾਏ ਜਾ ਰਹੇ ਹਨ ਅਤੇ ਲੋਕਾਂ ਨੂੰ ਹਰ ਤਰ੍ਹਾਂ ਦੀ ਸੁਵਿਧਾ ਦਿੱਤੀ ਜਾਵੇਗੀ। ਇਸ ਮੌਕੇ ਵੱਡੀ ਗਿਣਤੀ ਵਿੱਚ ਲੋਕ ਹਾਜ਼ਰ ਸਨ ਅਤੇ ਉਨ੍ਹਾਂ ਨੇ ਸਰਕਾਰ ਦੇ ਇਸ ਕਦਮ ਦੀ ਸ਼ਲਾਘਾ ਕੀਤੀ। ਅਧਿਕਾਰੀਆਂ ਨੇ ਦੱਸਿਆ ਕਿ ਕੰਮ ਜਲਦ ਮੁਕੰਮਲ ਕੀਤਾ ਜਾਵੇਗਾ। ਪੰਜਾਬ ਸਰਕਾਰ ਵੱਲੋਂ ਜ਼ਿਲ੍ਹੇ ਦੇ ਵੱਖ-ਵੱਖ ਪਿੰਡਾਂ ਵਿੱਚ ਵਿਕਾਸ ਕਾਰਜ ਕਰਵਾਏ ਜਾ ਰਹੇ ਹਨ ਅਤੇ ਲੋਕਾਂ ਨੂੰ ਹਰ ਤਰ੍ਹਾਂ ਦੀ ਸੁਵਿਧਾ ਦਿੱਤੀ ਜਾਵੇਗੀ। ਇਸ ਮੌਕੇ ਵੱਡੀ ਗਿਣਤੀ ਵਿੱਚ ਲੋਕ ਹਾਜ਼ਰ ਸਨ ਅਤੇ ਉਨ੍ਹਾਂ ਨੇ ਸਰਕਾਰ ਦੇ ਇਸ ਕਦਮ ਦੀ ਸ਼ਲਾਘਾ ਕੀਤੀ। [347,233,398,277]
story-16-photo [247,436,319,480]
story-1-photo-c [72,26,105,50]
